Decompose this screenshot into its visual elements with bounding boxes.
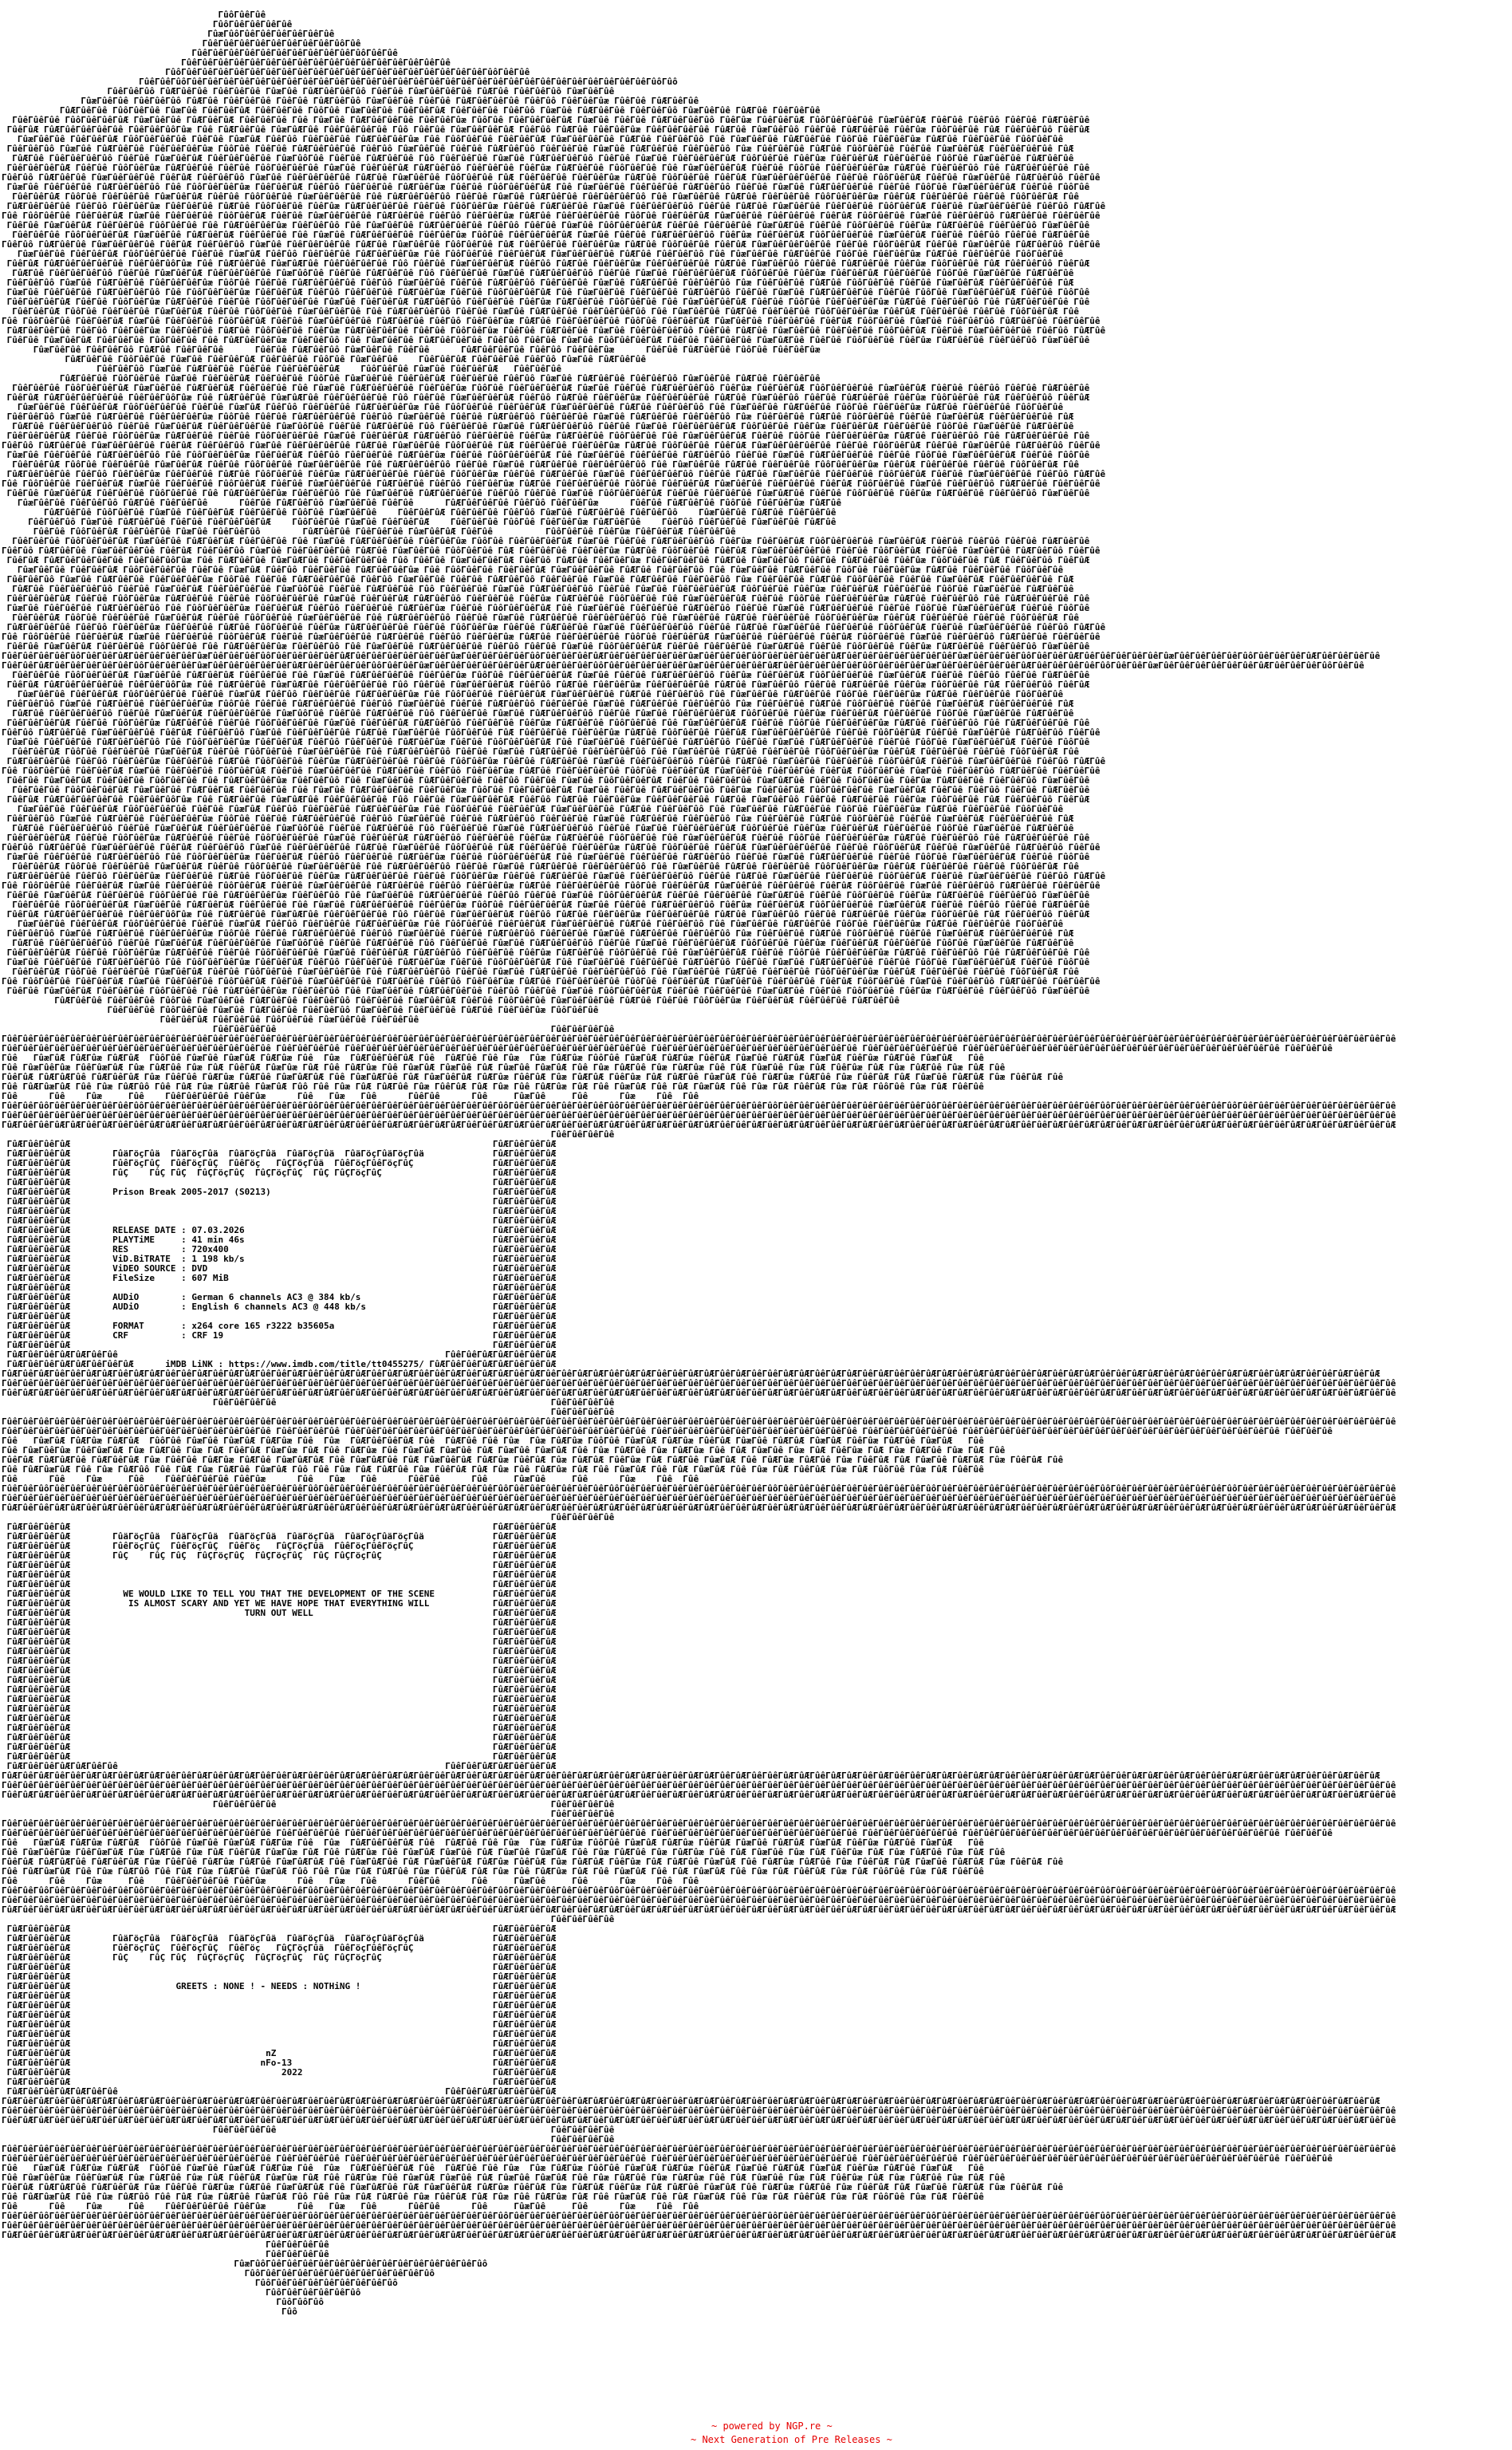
nfo-art-line: ΓûêΓûêΓûêΓûÆ ΓûêΓûê ΓûôΓûêΓûæ ΓûÆΓûêΓûê ΓûêΓûê ΓûôΓûêΓûêΓûê ΓûæΓûê ΓûêΓûêΓûÆ ΓûÆΓûêΓûô ΓûêΓûêΓûê ΓûêΓûæ ΓûÆΓûêΓûê ΓûôΓûêΓûê Γûê ΓûæΓûêΓûêΓûÆ ΓûêΓûê ΓûôΓûê ΓûêΓûêΓûêΓûæ ΓûÆΓûê ΓûêΓûêΓûô Γûê ΓûÆΓûêΓûêΓûê Γûê	[2, 947, 1090, 958]
format-line: ΓûÆΓûêΓûêΓûÆ FORMAT : x264 core 165 r3222 b35605a ΓûÆΓûêΓûêΓûÆ	[2, 1321, 557, 1331]
nfo-art-line: ΓûÆΓûê ΓûêΓûêΓûêΓûô ΓûêΓûê ΓûæΓûêΓûÆ ΓûêΓûêΓûêΓûê ΓûæΓûôΓûê ΓûêΓûê ΓûÆΓûêΓûê Γûô ΓûêΓûêΓûê ΓûæΓûê ΓûÆΓûêΓûêΓûô ΓûêΓûê ΓûæΓûê ΓûêΓûêΓûêΓûÆ ΓûôΓûêΓûê ΓûêΓûæ ΓûêΓûêΓûÆ ΓûêΓûêΓûê ΓûôΓûê ΓûæΓûêΓûê ΓûÆΓûêΓûê	[2, 823, 1080, 833]
nfo-art-line: ΓûêΓûê ΓûæΓûêΓûÆ ΓûêΓûêΓûê ΓûôΓûêΓûê Γûê ΓûÆΓûêΓûêΓûæ ΓûêΓûêΓûô Γûê ΓûæΓûêΓûê ΓûÆΓûêΓûêΓûê ΓûêΓûô ΓûêΓûê ΓûæΓûê ΓûôΓûêΓûêΓûÆ ΓûêΓûê ΓûêΓûêΓûê ΓûæΓûÆΓûê ΓûêΓûê ΓûôΓûêΓûê ΓûêΓûæ ΓûÆΓûêΓûê ΓûêΓûêΓûô ΓûæΓûêΓûê	[2, 220, 1095, 230]
nfo-art-line: ΓûôΓûêΓûêΓûêΓûêΓûô	[2, 2287, 361, 2298]
group-line: ΓûÆΓûêΓûêΓûÆ nZ ΓûÆΓûêΓûêΓûÆ	[2, 2048, 557, 2058]
nfo-box-line: ΓûÆΓûêΓûêΓûÆ ΓûÆΓûêΓûêΓûÆ	[2, 1656, 557, 1666]
nfo-art-line	[2, 2317, 1396, 2326]
nfo-art-line: ΓûæΓûêΓûê ΓûêΓûêΓûô ΓûÆΓûê ΓûêΓûêΓûê ΓûêΓûê ΓûÆΓûêΓûô ΓûæΓûêΓûê ΓûêΓûê ΓûÆΓûêΓûêΓûê ΓûêΓûô ΓûêΓûêΓûæ ΓûêΓûê ΓûÆΓûêΓûê ΓûôΓûê ΓûêΓûêΓûæ	[2, 345, 821, 355]
nfo-box-line: ΓûÆΓûêΓûêΓûÆ ΓûÆΓûêΓûêΓûÆ	[2, 1665, 557, 1676]
nfo-art-line: ΓûÆΓûêΓûê ΓûôΓûêΓûê ΓûæΓûê ΓûêΓûêΓûÆ ΓûêΓûêΓûê ΓûôΓûê ΓûæΓûêΓûê ΓûêΓûêΓûÆ ΓûêΓûêΓûê ΓûêΓûô ΓûæΓûê ΓûÆΓûêΓûê	[2, 354, 646, 364]
nfo-art-line: ΓûêΓûÆ ΓûÆΓûÆΓûê ΓûÆΓûêΓûÆ Γûæ ΓûêΓûê ΓûÆΓûæ ΓûÆΓûê ΓûæΓûÆΓûÆ Γûê ΓûæΓûÆΓûê ΓûÆ ΓûæΓûêΓûÆ ΓûÆΓûæ ΓûêΓûÆ Γûæ ΓûÆΓûÆ ΓûêΓûæ ΓûÆ ΓûÆΓûê ΓûæΓûÆ Γûê ΓûÆΓûæ ΓûÆΓûê Γûæ ΓûêΓûÆ ΓûÆ ΓûæΓûê ΓûÆΓûÆ Γûæ ΓûêΓûÆ Γûê	[2, 1857, 1064, 1867]
nfo-box-line: ΓûÆΓûêΓûêΓûÆ ΓûÆΓûêΓûêΓûÆ	[2, 1723, 557, 1733]
nfo-box-line: ΓûÆΓûêΓûêΓûÆ ΓûÆΓûêΓûêΓûÆ	[2, 1522, 557, 1532]
nfo-art-line: ΓûêΓûêΓûê ΓûôΓûêΓûêΓûÆ ΓûæΓûêΓûê ΓûÆΓûêΓûÆ ΓûêΓûêΓûê Γûê ΓûæΓûê ΓûÆΓûêΓûêΓûê ΓûêΓûêΓûæ ΓûôΓûê ΓûêΓûêΓûêΓûÆ ΓûæΓûê ΓûêΓûê ΓûÆΓûêΓûêΓûô ΓûêΓûæ ΓûêΓûêΓûÆ ΓûôΓûêΓûêΓûê ΓûæΓûêΓûÆ ΓûêΓûê ΓûêΓûô ΓûêΓûê ΓûÆΓûêΓûê	[2, 900, 1090, 910]
nfo-art-line: ΓûÆΓûê ΓûêΓûêΓûêΓûô ΓûêΓûê ΓûæΓûêΓûÆ ΓûêΓûêΓûêΓûê ΓûæΓûôΓûê ΓûêΓûê ΓûÆΓûêΓûê Γûô ΓûêΓûêΓûê ΓûæΓûê ΓûÆΓûêΓûêΓûô ΓûêΓûê ΓûæΓûê ΓûêΓûêΓûêΓûÆ ΓûôΓûêΓûê ΓûêΓûæ ΓûêΓûêΓûÆ ΓûêΓûêΓûê ΓûôΓûê ΓûæΓûêΓûê ΓûÆΓûêΓûê	[2, 708, 1080, 719]
nfo-art-line: Γûê ΓûôΓûêΓûê ΓûêΓûêΓûÆ ΓûæΓûê ΓûêΓûêΓûê ΓûôΓûêΓûÆ ΓûêΓûê ΓûæΓûêΓûêΓûê ΓûÆΓûêΓûê ΓûêΓûô ΓûêΓûêΓûæ ΓûÆΓûê ΓûêΓûêΓûêΓûê ΓûôΓûê ΓûêΓûêΓûÆ ΓûæΓûêΓûê ΓûêΓûêΓûê ΓûêΓûÆ ΓûôΓûêΓûê ΓûæΓûê ΓûêΓûêΓûô ΓûÆΓûêΓûê ΓûêΓûêΓûê	[2, 880, 1106, 891]
nfo-box-line: ΓûÆΓûêΓûêΓûÆ ΓûÆΓûêΓûêΓûÆ	[2, 1215, 557, 1226]
nfo-box-line: ΓûÆΓûêΓûêΓûÆ ΓûÆΓûêΓûêΓûÆ	[2, 1732, 557, 1743]
nfo-box-line: ΓûÆΓûêΓûêΓûÆΓûÆΓûêΓûê ΓûêΓûêΓûÆΓûÆΓûêΓûêΓûÆ	[2, 1761, 557, 1771]
nfo-art-line: ΓûêΓûêΓûê ΓûôΓûêΓûêΓûÆ ΓûæΓûêΓûê ΓûÆΓûêΓûÆ ΓûêΓûêΓûê Γûê ΓûæΓûê ΓûÆΓûêΓûêΓûê ΓûêΓûêΓûæ ΓûôΓûê ΓûêΓûêΓûêΓûÆ ΓûæΓûê ΓûêΓûê ΓûÆΓûêΓûêΓûô ΓûêΓûæ ΓûêΓûêΓûÆ ΓûôΓûêΓûêΓûê ΓûæΓûêΓûÆ ΓûêΓûê ΓûêΓûô ΓûêΓûê ΓûÆΓûêΓûê	[2, 383, 1090, 393]
nfo-art-line: ΓûæΓûôΓûêΓûêΓûêΓûêΓûêΓûê	[2, 29, 335, 39]
nfo-art-line: ΓûêΓûêΓûêΓûê ΓûêΓûêΓûêΓûê	[2, 1024, 615, 1034]
nfo-art-line: ΓûÆΓûê ΓûêΓûêΓûêΓûô ΓûêΓûê ΓûæΓûêΓûÆ ΓûêΓûêΓûêΓûê ΓûæΓûôΓûê ΓûêΓûê ΓûÆΓûêΓûê Γûô ΓûêΓûêΓûê ΓûæΓûê ΓûÆΓûêΓûêΓûô ΓûêΓûê ΓûæΓûê ΓûêΓûêΓûêΓûÆ ΓûôΓûêΓûê ΓûêΓûæ ΓûêΓûêΓûÆ ΓûêΓûêΓûê ΓûôΓûê ΓûæΓûêΓûê ΓûÆΓûêΓûê	[2, 938, 1080, 948]
nfo-box-line: ΓûÆΓûêΓûêΓûÆ ΓûÆΓûêΓûêΓûÆ	[2, 1570, 557, 1580]
nfo-art-line: Γûê ΓûæΓûÆ ΓûÆΓûæ ΓûÆΓûÆ ΓûôΓûê ΓûæΓûê ΓûæΓûÆ ΓûÆΓûæ Γûê Γûæ ΓûÆΓûêΓûêΓûÆ Γûê ΓûÆΓûê Γûê Γûæ Γûæ ΓûÆΓûæ ΓûôΓûê ΓûæΓûÆ ΓûÆΓûæ ΓûêΓûÆ ΓûæΓûê ΓûÆΓûÆ ΓûæΓûÆ ΓûêΓûæ ΓûÆΓûê ΓûæΓûÆ Γûê	[2, 1436, 984, 1446]
nfo-art-line: ΓûêΓûêΓûôΓûêΓûêΓûêΓûêΓûêΓûôΓûêΓûêΓûêΓûêΓûêΓûêΓûêΓûêΓûêΓûêΓûôΓûêΓûêΓûêΓûêΓûêΓûêΓûêΓûêΓûêΓûêΓûêΓûôΓûêΓûêΓûêΓûêΓûêΓûêΓûôΓûêΓûêΓûêΓûêΓûêΓûêΓûêΓûêΓûêΓûôΓûêΓûêΓûêΓûêΓûêΓûêΓûêΓûêΓûêΓûôΓûêΓûêΓûêΓûêΓûêΓûêΓûêΓûêΓûêΓûêΓûôΓûêΓûêΓûêΓûêΓûêΓûêΓûêΓûôΓûêΓûêΓûêΓûêΓûêΓûêΓûêΓûêΓûêΓûê	[2, 1885, 1396, 1896]
nfo-art-line: ΓûÆΓûêΓûêΓûê ΓûêΓûô ΓûêΓûêΓûæ ΓûêΓûêΓûê ΓûÆΓûê ΓûôΓûêΓûê ΓûêΓûæ ΓûÆΓûêΓûêΓûê ΓûêΓûê ΓûôΓûêΓûæ ΓûêΓûê ΓûÆΓûêΓûê ΓûæΓûê ΓûêΓûêΓûêΓûô ΓûêΓûê ΓûÆΓûê ΓûæΓûêΓûê ΓûêΓûêΓûê ΓûôΓûêΓûÆ ΓûêΓûê ΓûæΓûêΓûêΓûê ΓûêΓûô ΓûÆΓûê	[2, 622, 1106, 632]
scene-message-line-3: ΓûÆΓûêΓûêΓûÆ TURN OUT WELL ΓûÆΓûêΓûêΓûÆ	[2, 1608, 557, 1618]
nfo-art-line: ΓûæΓûêΓûê ΓûêΓûêΓûÆ ΓûôΓûêΓûêΓûê ΓûêΓûê ΓûæΓûÆ ΓûêΓûô ΓûêΓûêΓûê ΓûÆΓûêΓûêΓûæ Γûê ΓûôΓûêΓûê ΓûêΓûêΓûÆ ΓûæΓûêΓûêΓûê ΓûÆΓûê ΓûêΓûêΓûô Γûê ΓûæΓûêΓûê ΓûÆΓûêΓûê ΓûôΓûê ΓûêΓûêΓûæ ΓûÆΓûê ΓûêΓûêΓûê ΓûôΓûêΓûê	[2, 689, 1069, 699]
nfo-box-line: ΓûÆΓûêΓûêΓûÆ ΓûÆΓûêΓûêΓûÆ	[2, 1579, 557, 1589]
nfo-art-line: ΓûêΓûêΓûêΓûÆ ΓûêΓûê ΓûôΓûêΓûæ ΓûÆΓûêΓûê ΓûêΓûê ΓûôΓûêΓûêΓûê ΓûæΓûê ΓûêΓûêΓûÆ ΓûÆΓûêΓûô ΓûêΓûêΓûê ΓûêΓûæ ΓûÆΓûêΓûê ΓûôΓûêΓûê Γûê ΓûæΓûêΓûêΓûÆ ΓûêΓûê ΓûôΓûê ΓûêΓûêΓûêΓûæ ΓûÆΓûê ΓûêΓûêΓûô Γûê ΓûÆΓûêΓûêΓûê Γûê	[2, 593, 1090, 604]
nfo-box-line: ΓûÆΓûêΓûêΓûÆ ΓûÆΓûêΓûêΓûÆ	[2, 2077, 557, 2087]
nfo-art-line: ΓûæΓûê ΓûêΓûêΓûê ΓûÆΓûêΓûêΓûô Γûê ΓûôΓûêΓûêΓûæ ΓûêΓûêΓûÆ ΓûêΓûô ΓûêΓûêΓûê ΓûÆΓûêΓûæ ΓûêΓûê ΓûôΓûêΓûêΓûÆ Γûê ΓûæΓûêΓûê ΓûêΓûêΓûê ΓûÆΓûêΓûô ΓûêΓûê ΓûæΓûê ΓûÆΓûêΓûêΓûê ΓûêΓûê ΓûôΓûê ΓûæΓûêΓûêΓûÆ ΓûêΓûê ΓûôΓûê	[2, 287, 1095, 297]
nfo-art-line: ΓûêΓûô ΓûÆΓûêΓûê ΓûæΓûêΓûêΓûê ΓûêΓûÆ ΓûêΓûêΓûô ΓûæΓûê ΓûêΓûêΓûêΓûê ΓûÆΓûê ΓûæΓûêΓûê ΓûôΓûêΓûê ΓûÆ ΓûêΓûêΓûê ΓûêΓûêΓûæ ΓûÆΓûê ΓûôΓûêΓûê ΓûêΓûÆ ΓûæΓûêΓûêΓûêΓûê ΓûêΓûê ΓûôΓûêΓûÆ ΓûêΓûê ΓûæΓûêΓûê ΓûÆΓûêΓûô ΓûêΓûê	[2, 172, 1101, 183]
nfo-art-line: ΓûêΓûô ΓûÆΓûêΓûê ΓûæΓûêΓûêΓûê ΓûêΓûÆ ΓûêΓûêΓûô ΓûæΓûê ΓûêΓûêΓûêΓûê ΓûÆΓûê ΓûæΓûêΓûê ΓûôΓûêΓûê ΓûÆ ΓûêΓûêΓûê ΓûêΓûêΓûæ ΓûÆΓûê ΓûôΓûêΓûê ΓûêΓûÆ ΓûæΓûêΓûêΓûêΓûê ΓûêΓûê ΓûôΓûêΓûÆ ΓûêΓûê ΓûæΓûêΓûê ΓûÆΓûêΓûô ΓûêΓûê	[2, 546, 1101, 556]
nfo-art-line: ΓûÆΓûêΓûêΓûÆΓûÆΓûêΓûÆΓûêΓûêΓûÆΓûÆΓûêΓûÆΓûÆΓûêΓûêΓûÆΓûêΓûÆΓûÆΓûêΓûÆΓûêΓûêΓûÆΓûÆΓûêΓûÆΓûÆΓûêΓûêΓûÆΓûÆΓûêΓûÆΓûêΓûêΓûÆΓûÆΓûêΓûÆΓûÆΓûêΓûÆΓûÆΓûêΓûêΓûÆΓûêΓûÆΓûÆΓûêΓûêΓûÆΓûÆΓûêΓûÆΓûêΓûêΓûÆΓûÆΓûêΓûÆΓûÆΓûêΓûêΓûÆΓûêΓûÆΓûÆΓûêΓûÆΓûÆΓûêΓûêΓûÆΓûÆΓûêΓûÆΓûêΓûêΓûÆΓûÆΓûêΓûÆΓûêΓûêΓûÆ	[2, 1503, 1396, 1513]
nfo-art-line: ΓûêΓûÆΓûÆΓûêΓûêΓûÆΓûêΓûÆΓûêΓûêΓûÆΓûÆΓûêΓûÆΓûÆΓûêΓûêΓûÆΓûêΓûÆΓûÆΓûêΓûÆΓûêΓûêΓûÆΓûÆΓûêΓûêΓûÆΓûÆΓûêΓûÆΓûêΓûêΓûÆΓûÆΓûêΓûÆΓûÆΓûêΓûêΓûÆΓûêΓûÆΓûÆΓûêΓûêΓûÆΓûÆΓûêΓûÆΓûÆΓûêΓûÆΓûêΓûêΓûÆΓûêΓûÆΓûÆΓûêΓûêΓûÆΓûÆΓûêΓûÆΓûêΓûêΓûÆΓûÆΓûêΓûÆΓûÆΓûêΓûêΓûÆΓûêΓûÆΓûÆΓûêΓûêΓûÆΓûÆΓûêΓûÆΓûêΓûê	[2, 2115, 1396, 2125]
nfo-box-line: ΓûÆΓûêΓûêΓûÆ ΓûÇ ΓûÇ ΓûÇ ΓûÇΓöçΓûÇ ΓûÇΓöçΓûÇ ΓûÇ ΓûÇΓöçΓûÇ ΓûÆΓûêΓûêΓûÆ	[2, 1952, 557, 1963]
nfo-art-line: ΓûæΓûêΓûê ΓûêΓûêΓûÆ ΓûôΓûêΓûêΓûê ΓûêΓûê ΓûæΓûÆ ΓûêΓûô ΓûêΓûêΓûê ΓûÆΓûêΓûêΓûæ Γûê ΓûôΓûêΓûê ΓûêΓûêΓûÆ ΓûæΓûêΓûêΓûê ΓûÆΓûê ΓûêΓûêΓûô Γûê ΓûæΓûêΓûê ΓûÆΓûêΓûê ΓûôΓûê ΓûêΓûêΓûæ ΓûÆΓûê ΓûêΓûêΓûê ΓûôΓûêΓûê	[2, 249, 1069, 259]
nfo-box-line: ΓûÆΓûêΓûêΓûÆ ΓûÆΓûêΓûêΓûÆ	[2, 1282, 557, 1293]
nfo-by-line: ΓûÆΓûêΓûêΓûÆ nFo-13 ΓûÆΓûêΓûêΓûÆ	[2, 2058, 557, 2068]
nfo-art-line: ΓûÆΓûêΓûêΓûê ΓûêΓûô ΓûêΓûêΓûæ ΓûêΓûêΓûê ΓûÆΓûê ΓûôΓûêΓûê ΓûêΓûæ ΓûÆΓûêΓûêΓûê ΓûêΓûê ΓûôΓûêΓûæ ΓûêΓûê ΓûÆΓûêΓûê ΓûæΓûê ΓûêΓûêΓûêΓûô ΓûêΓûê ΓûÆΓûê ΓûæΓûêΓûê ΓûêΓûêΓûê ΓûôΓûêΓûÆ ΓûêΓûê ΓûæΓûêΓûêΓûê ΓûêΓûô ΓûÆΓûê	[2, 201, 1106, 211]
nfo-art-line: ΓûÆΓûê ΓûêΓûêΓûêΓûô ΓûêΓûê ΓûæΓûêΓûÆ ΓûêΓûêΓûêΓûê ΓûæΓûôΓûê ΓûêΓûê ΓûÆΓûêΓûê Γûô ΓûêΓûêΓûê ΓûæΓûê ΓûÆΓûêΓûêΓûô ΓûêΓûê ΓûæΓûê ΓûêΓûêΓûêΓûÆ ΓûôΓûêΓûê ΓûêΓûæ ΓûêΓûêΓûÆ ΓûêΓûêΓûê ΓûôΓûê ΓûæΓûêΓûê ΓûÆΓûêΓûê	[2, 268, 1080, 278]
nfo-art-line: Γûê ΓûÆΓûæΓûÆ Γûê Γûæ ΓûÆΓûô Γûê ΓûÆ Γûæ ΓûÆΓûê ΓûæΓûÆ Γûô Γûê Γûæ ΓûÆ ΓûÆΓûê Γûæ ΓûêΓûÆ ΓûÆ Γûæ Γûê ΓûÆΓûæ ΓûÆ Γûê ΓûæΓûÆ Γûê ΓûÆ ΓûæΓûÆ Γûê Γûæ ΓûÆ ΓûêΓûÆ Γûæ ΓûÆ ΓûôΓûê Γûæ ΓûÆ ΓûêΓûê	[2, 1081, 984, 1092]
nfo-art-line: ΓûÆΓûêΓûê ΓûôΓûêΓûê ΓûæΓûê ΓûêΓûêΓûÆ ΓûêΓûêΓûê ΓûôΓûê ΓûæΓûêΓûê ΓûêΓûêΓûÆ ΓûêΓûêΓûê ΓûêΓûô ΓûæΓûê ΓûÆΓûêΓûê ΓûêΓûêΓûô ΓûæΓûêΓûê ΓûÆΓûê ΓûêΓûêΓûê	[2, 373, 821, 384]
nfo-art-line: ΓûêΓûÆ ΓûÆΓûêΓûêΓûêΓûê ΓûêΓûêΓûôΓûæ Γûê ΓûÆΓûêΓûê ΓûæΓûÆΓûê ΓûêΓûêΓûêΓûê Γûô ΓûêΓûê ΓûæΓûêΓûêΓûÆ ΓûêΓûô ΓûÆΓûê ΓûêΓûêΓûæ ΓûêΓûêΓûêΓûê ΓûÆΓûê ΓûæΓûêΓûô ΓûêΓûê ΓûÆΓûêΓûê ΓûêΓûæ ΓûôΓûêΓûê ΓûÆ ΓûêΓûêΓûô ΓûêΓûÆ	[2, 794, 1090, 805]
nfo-art-line: ΓûêΓûÆ ΓûÆΓûêΓûêΓûêΓûê ΓûêΓûêΓûôΓûæ Γûê ΓûÆΓûêΓûê ΓûæΓûÆΓûê ΓûêΓûêΓûêΓûê Γûô ΓûêΓûê ΓûæΓûêΓûêΓûÆ ΓûêΓûô ΓûÆΓûê ΓûêΓûêΓûæ ΓûêΓûêΓûêΓûê ΓûÆΓûê ΓûæΓûêΓûô ΓûêΓûê ΓûÆΓûêΓûê ΓûêΓûæ ΓûôΓûêΓûê ΓûÆ ΓûêΓûêΓûô ΓûêΓûÆ	[2, 909, 1090, 920]
nfo-art-line: ΓûêΓûêΓûêΓûê	[2, 1407, 615, 1417]
nfo-art-line: ΓûôΓûôΓûô	[2, 2297, 324, 2307]
nfo-art-line: ΓûêΓûê ΓûæΓûêΓûÆ ΓûêΓûêΓûê ΓûôΓûêΓûê Γûê ΓûÆΓûêΓûêΓûæ ΓûêΓûêΓûô Γûê ΓûæΓûêΓûê ΓûÆΓûêΓûêΓûê ΓûêΓûô ΓûêΓûê ΓûæΓûê ΓûôΓûêΓûêΓûÆ ΓûêΓûê ΓûêΓûêΓûê ΓûæΓûÆΓûê ΓûêΓûê ΓûôΓûêΓûê ΓûêΓûæ ΓûÆΓûêΓûê ΓûêΓûêΓûô ΓûæΓûêΓûê	[2, 890, 1095, 900]
nfo-art-line: ΓûêΓûêΓûê ΓûôΓûêΓûêΓûÆ ΓûæΓûêΓûê ΓûÆΓûêΓûÆ ΓûêΓûêΓûê Γûê ΓûæΓûê ΓûÆΓûêΓûêΓûê ΓûêΓûêΓûæ ΓûôΓûê ΓûêΓûêΓûêΓûÆ ΓûæΓûê ΓûêΓûê ΓûÆΓûêΓûêΓûô ΓûêΓûæ ΓûêΓûêΓûÆ ΓûôΓûêΓûêΓûê ΓûæΓûêΓûÆ ΓûêΓûê ΓûêΓûô ΓûêΓûê ΓûÆΓûêΓûê	[2, 785, 1090, 795]
nfo-art-line: Γûê Γûê Γûæ Γûê ΓûêΓûêΓûêΓûê ΓûêΓûæ Γûê Γûæ Γûê ΓûêΓûê Γûê ΓûæΓûê Γûê Γûæ Γûê Γûê	[2, 1474, 699, 1484]
nfo-art-line: ΓûêΓûêΓûêΓûê	[2, 1914, 615, 1924]
nfo-art-line: ΓûêΓûÆ ΓûÆΓûêΓûêΓûêΓûê ΓûêΓûêΓûôΓûæ Γûê ΓûÆΓûêΓûê ΓûæΓûÆΓûê ΓûêΓûêΓûêΓûê Γûô ΓûêΓûê ΓûæΓûêΓûêΓûÆ ΓûêΓûô ΓûÆΓûê ΓûêΓûêΓûæ ΓûêΓûêΓûêΓûê ΓûÆΓûê ΓûæΓûêΓûô ΓûêΓûê ΓûÆΓûêΓûê ΓûêΓûæ ΓûôΓûêΓûê ΓûÆ ΓûêΓûêΓûô ΓûêΓûÆ	[2, 258, 1090, 269]
nfo-art-line: ΓûêΓûêΓûôΓûêΓûêΓûêΓûêΓûêΓûôΓûêΓûêΓûêΓûêΓûêΓûêΓûêΓûêΓûêΓûêΓûôΓûêΓûêΓûêΓûêΓûêΓûêΓûêΓûêΓûêΓûêΓûêΓûôΓûêΓûêΓûêΓûêΓûêΓûêΓûôΓûêΓûêΓûêΓûêΓûêΓûêΓûêΓûêΓûêΓûôΓûêΓûêΓûêΓûêΓûêΓûêΓûêΓûêΓûêΓûôΓûêΓûêΓûêΓûêΓûêΓûêΓûêΓûêΓûêΓûêΓûôΓûêΓûêΓûêΓûêΓûêΓûêΓûêΓûôΓûêΓûêΓûêΓûêΓûêΓûêΓûêΓûêΓûêΓûê	[2, 1101, 1396, 1111]
res-line: ΓûÆΓûêΓûêΓûÆ RES : 720x400 ΓûÆΓûêΓûêΓûÆ	[2, 1244, 557, 1255]
scene-message-line-1: ΓûÆΓûêΓûêΓûÆ WE WOULD LIKE TO TELL YOU THAT THE DEVELOPMENT OF THE SCENE ΓûÆΓûêΓûêΓûÆ	[2, 1589, 557, 1599]
nfo-box-line: ΓûÆΓûêΓûêΓûÆ ΓûÆΓûêΓûêΓûÆ	[2, 1139, 557, 1149]
nfo-art-line: ΓûæΓûêΓûê ΓûêΓûêΓûÆ ΓûôΓûêΓûêΓûê ΓûêΓûê ΓûæΓûÆ ΓûêΓûô ΓûêΓûêΓûê ΓûÆΓûêΓûêΓûæ Γûê ΓûôΓûêΓûê ΓûêΓûêΓûÆ ΓûæΓûêΓûêΓûê ΓûÆΓûê ΓûêΓûêΓûô Γûê ΓûæΓûêΓûê ΓûÆΓûêΓûê ΓûôΓûê ΓûêΓûêΓûæ ΓûÆΓûê ΓûêΓûêΓûê ΓûôΓûêΓûê	[2, 134, 1069, 144]
nfo-art-line: ΓûêΓûêΓûêΓûÆ ΓûêΓûê ΓûôΓûêΓûæ ΓûÆΓûêΓûê ΓûêΓûê ΓûôΓûêΓûêΓûê ΓûæΓûê ΓûêΓûêΓûÆ ΓûÆΓûêΓûô ΓûêΓûêΓûê ΓûêΓûæ ΓûÆΓûêΓûê ΓûôΓûêΓûê Γûê ΓûæΓûêΓûêΓûÆ ΓûêΓûê ΓûôΓûê ΓûêΓûêΓûêΓûæ ΓûÆΓûê ΓûêΓûêΓûô Γûê ΓûÆΓûêΓûêΓûê Γûê	[2, 833, 1090, 843]
nfo-box-line: ΓûÆΓûêΓûêΓûÆ ΓûäΓöçΓûä ΓûäΓöçΓûä ΓûäΓöçΓûä ΓûäΓöçΓûä ΓûäΓöçΓûäΓöçΓûä ΓûÆΓûêΓûêΓûÆ	[2, 1933, 557, 1944]
nfo-box-line: ΓûÆΓûêΓûêΓûÆ ΓûÆΓûêΓûêΓûÆ	[2, 1751, 557, 1762]
nfo-art-line: ΓûôΓûêΓûê	[2, 10, 266, 20]
nfo-art-line: ΓûêΓûÆ ΓûÆΓûÆΓûê ΓûÆΓûêΓûÆ Γûæ ΓûêΓûê ΓûÆΓûæ ΓûÆΓûê ΓûæΓûÆΓûÆ Γûê ΓûæΓûÆΓûê ΓûÆ ΓûæΓûêΓûÆ ΓûÆΓûæ ΓûêΓûÆ Γûæ ΓûÆΓûÆ ΓûêΓûæ ΓûÆ ΓûÆΓûê ΓûæΓûÆ Γûê ΓûÆΓûæ ΓûÆΓûê Γûæ ΓûêΓûÆ ΓûÆ ΓûæΓûê ΓûÆΓûÆ Γûæ ΓûêΓûÆ Γûê	[2, 2182, 1064, 2192]
nfo-art-line: Γûê ΓûÆΓûæΓûÆ Γûê Γûæ ΓûÆΓûô Γûê ΓûÆ Γûæ ΓûÆΓûê ΓûæΓûÆ Γûô Γûê Γûæ ΓûÆ ΓûÆΓûê Γûæ ΓûêΓûÆ ΓûÆ Γûæ Γûê ΓûÆΓûæ ΓûÆ Γûê ΓûæΓûÆ Γûê ΓûÆ ΓûæΓûÆ Γûê Γûæ ΓûÆ ΓûêΓûÆ Γûæ ΓûÆ ΓûôΓûê Γûæ ΓûÆ ΓûêΓûê	[2, 1866, 984, 1877]
nfo-art-line: ΓûêΓûêΓûÆ ΓûôΓûê ΓûêΓûêΓûê ΓûæΓûêΓûÆ ΓûêΓûê ΓûôΓûêΓûê ΓûæΓûêΓûêΓûê Γûê ΓûÆΓûêΓûêΓûô ΓûêΓûê ΓûæΓûê ΓûÆΓûêΓûê ΓûêΓûêΓûêΓûô Γûê ΓûæΓûêΓûê ΓûÆΓûê ΓûêΓûêΓûê ΓûôΓûêΓûêΓûæ ΓûêΓûÆ ΓûêΓûêΓûê ΓûêΓûê ΓûôΓûêΓûÆ Γûê	[2, 459, 1085, 470]
nfo-art-line: ΓûæΓûê ΓûêΓûêΓûê ΓûÆΓûêΓûêΓûô Γûê ΓûôΓûêΓûêΓûæ ΓûêΓûêΓûÆ ΓûêΓûô ΓûêΓûêΓûê ΓûÆΓûêΓûæ ΓûêΓûê ΓûôΓûêΓûêΓûÆ Γûê ΓûæΓûêΓûê ΓûêΓûêΓûê ΓûÆΓûêΓûô ΓûêΓûê ΓûæΓûê ΓûÆΓûêΓûêΓûê ΓûêΓûê ΓûôΓûê ΓûæΓûêΓûêΓûÆ ΓûêΓûê ΓûôΓûê	[2, 852, 1095, 862]
nfo-box-line: ΓûÆΓûêΓûêΓûÆ ΓûÆΓûêΓûêΓûÆ	[2, 1971, 557, 1982]
nfo-art-line: ΓûêΓûêΓûô ΓûÆΓûêΓûê ΓûêΓûêΓûê ΓûæΓûê ΓûÆΓûêΓûêΓûô ΓûêΓûê ΓûæΓûêΓûêΓûê ΓûÆΓûê ΓûêΓûêΓûô ΓûæΓûêΓûê	[2, 86, 615, 97]
footer-powered-by: ~ powered by NGP.re ~	[711, 2420, 833, 2432]
nfo-box-line: ΓûÆΓûêΓûêΓûÆ ΓûÆΓûêΓûêΓûÆ	[2, 1742, 557, 1752]
nfo-art-line: ΓûêΓûô ΓûÆΓûêΓûê ΓûæΓûêΓûêΓûê ΓûêΓûÆ ΓûêΓûêΓûô ΓûæΓûê ΓûêΓûêΓûêΓûê ΓûÆΓûê ΓûæΓûêΓûê ΓûôΓûêΓûê ΓûÆ ΓûêΓûêΓûê ΓûêΓûêΓûæ ΓûÆΓûê ΓûôΓûêΓûê ΓûêΓûÆ ΓûæΓûêΓûêΓûêΓûê ΓûêΓûê ΓûôΓûêΓûÆ ΓûêΓûê ΓûæΓûêΓûê ΓûÆΓûêΓûô ΓûêΓûê	[2, 727, 1101, 738]
nfo-art-line: Γûê ΓûôΓûêΓûê ΓûêΓûêΓûÆ ΓûæΓûê ΓûêΓûêΓûê ΓûôΓûêΓûÆ ΓûêΓûê ΓûæΓûêΓûêΓûê ΓûÆΓûêΓûê ΓûêΓûô ΓûêΓûêΓûæ ΓûÆΓûê ΓûêΓûêΓûêΓûê ΓûôΓûê ΓûêΓûêΓûÆ ΓûæΓûêΓûê ΓûêΓûêΓûê ΓûêΓûÆ ΓûôΓûêΓûê ΓûæΓûê ΓûêΓûêΓûô ΓûÆΓûêΓûê ΓûêΓûêΓûê	[2, 632, 1106, 642]
nfo-art-line: ΓûÆΓûêΓûêΓûÆΓûÆΓûêΓûÆΓûêΓûêΓûÆΓûÆΓûêΓûÆΓûÆΓûêΓûêΓûÆΓûêΓûÆΓûÆΓûêΓûÆΓûêΓûêΓûÆΓûÆΓûêΓûÆΓûÆΓûêΓûêΓûÆΓûÆΓûêΓûÆΓûêΓûêΓûÆΓûÆΓûêΓûÆΓûÆΓûêΓûÆΓûÆΓûêΓûêΓûÆΓûêΓûÆΓûÆΓûêΓûêΓûÆΓûÆΓûêΓûÆΓûêΓûêΓûÆΓûÆΓûêΓûÆΓûÆΓûêΓûêΓûÆΓûêΓûÆΓûÆΓûêΓûÆΓûÆΓûêΓûêΓûÆΓûÆΓûêΓûÆΓûêΓûêΓûÆΓûÆΓûêΓûÆΓûêΓûêΓûÆ	[2, 2230, 1396, 2240]
nfo-art-line: ΓûêΓûêΓûô ΓûæΓûê ΓûÆΓûêΓûê ΓûêΓûê ΓûêΓûêΓûêΓûÆ ΓûôΓûêΓûê ΓûæΓûê ΓûêΓûêΓûÆ ΓûêΓûêΓûê ΓûôΓûê ΓûêΓûêΓûæ ΓûÆΓûêΓûê ΓûêΓûô ΓûêΓûêΓûê ΓûæΓûêΓûê ΓûÆΓûê	[2, 517, 837, 527]
nfo-art-line: ΓûÆΓûêΓûêΓûê ΓûêΓûô ΓûêΓûêΓûæ ΓûêΓûêΓûê ΓûÆΓûê ΓûôΓûêΓûê ΓûêΓûæ ΓûÆΓûêΓûêΓûê ΓûêΓûê ΓûôΓûêΓûæ ΓûêΓûê ΓûÆΓûêΓûê ΓûæΓûê ΓûêΓûêΓûêΓûô ΓûêΓûê ΓûÆΓûê ΓûæΓûêΓûê ΓûêΓûêΓûê ΓûôΓûêΓûÆ ΓûêΓûê ΓûæΓûêΓûêΓûê ΓûêΓûô ΓûÆΓûê	[2, 756, 1106, 766]
nfo-art-line: ΓûêΓûÆΓûÆΓûêΓûêΓûÆΓûêΓûÆΓûêΓûêΓûÆΓûÆΓûêΓûÆΓûÆΓûêΓûêΓûÆΓûêΓûÆΓûÆΓûêΓûÆΓûêΓûêΓûÆΓûÆΓûêΓûêΓûÆΓûÆΓûêΓûÆΓûêΓûêΓûÆΓûÆΓûêΓûÆΓûÆΓûêΓûêΓûÆΓûêΓûÆΓûÆΓûêΓûêΓûÆΓûÆΓûêΓûÆΓûÆΓûêΓûÆΓûêΓûêΓûÆΓûêΓûÆΓûÆΓûêΓûêΓûÆΓûÆΓûêΓûÆΓûêΓûêΓûÆΓûÆΓûêΓûÆΓûÆΓûêΓûêΓûÆΓûêΓûÆΓûÆΓûêΓûêΓûÆΓûÆΓûêΓûÆΓûêΓûê	[2, 1790, 1396, 1800]
nfo-art-line: ΓûêΓûêΓûêΓûêΓûêΓûêΓûêΓûêΓûêΓûêΓûêΓûêΓûêΓûêΓûêΓûêΓûê ΓûêΓûêΓûêΓûê ΓûêΓûêΓûêΓûêΓûêΓûêΓûêΓûêΓûêΓûêΓûêΓûêΓûêΓûêΓûêΓûêΓûêΓûêΓûê ΓûêΓûêΓûêΓûêΓûêΓûêΓûêΓûêΓûêΓûêΓûêΓûêΓûê ΓûêΓûêΓûêΓûêΓûêΓûê ΓûêΓûêΓûêΓûêΓûêΓûêΓûêΓûêΓûêΓûêΓûêΓûêΓûêΓûêΓûêΓûêΓûêΓûêΓûêΓûê ΓûêΓûêΓûê	[2, 1426, 1333, 1436]
nfo-art-line: Γûê ΓûÆΓûæΓûÆ Γûê Γûæ ΓûÆΓûô Γûê ΓûÆ Γûæ ΓûÆΓûê ΓûæΓûÆ Γûô Γûê Γûæ ΓûÆ ΓûÆΓûê Γûæ ΓûêΓûÆ ΓûÆ Γûæ Γûê ΓûÆΓûæ ΓûÆ Γûê ΓûæΓûÆ Γûê ΓûÆ ΓûæΓûÆ Γûê Γûæ ΓûÆ ΓûêΓûÆ Γûæ ΓûÆ ΓûôΓûê Γûæ ΓûÆ ΓûêΓûê	[2, 1464, 984, 1475]
nfo-art-line: ΓûêΓûêΓûê ΓûôΓûêΓûêΓûÆ ΓûæΓûêΓûê ΓûÆΓûêΓûÆ ΓûêΓûêΓûê Γûê ΓûæΓûê ΓûÆΓûêΓûêΓûê ΓûêΓûêΓûæ ΓûôΓûê ΓûêΓûêΓûêΓûÆ ΓûæΓûê ΓûêΓûê ΓûÆΓûêΓûêΓûô ΓûêΓûæ ΓûêΓûêΓûÆ ΓûôΓûêΓûêΓûê ΓûæΓûêΓûÆ ΓûêΓûê ΓûêΓûô ΓûêΓûê ΓûÆΓûêΓûê	[2, 230, 1090, 240]
nfo-art-line: ΓûêΓûêΓûêΓûêΓûêΓûêΓûêΓûêΓûêΓûêΓûôΓûêΓûê	[2, 48, 398, 58]
nfo-art-line: ΓûæΓûêΓûê ΓûêΓûêΓûÆ ΓûôΓûêΓûêΓûê ΓûêΓûê ΓûæΓûÆ ΓûêΓûô ΓûêΓûêΓûê ΓûÆΓûêΓûêΓûæ Γûê ΓûôΓûêΓûê ΓûêΓûêΓûÆ ΓûæΓûêΓûêΓûê ΓûÆΓûê ΓûêΓûêΓûô Γûê ΓûæΓûêΓûê ΓûÆΓûêΓûê ΓûôΓûê ΓûêΓûêΓûæ ΓûÆΓûê ΓûêΓûêΓûê ΓûôΓûêΓûê	[2, 402, 1069, 412]
nfo-art-line: ΓûÆΓûêΓûêΓûÆΓûÆΓûêΓûÆΓûêΓûêΓûÆΓûÆΓûêΓûÆΓûÆΓûêΓûêΓûÆΓûêΓûÆΓûÆΓûêΓûÆΓûêΓûêΓûÆΓûÆΓûêΓûÆΓûÆΓûêΓûêΓûÆΓûÆΓûêΓûÆΓûêΓûêΓûÆΓûÆΓûêΓûÆΓûÆΓûêΓûÆΓûÆΓûêΓûêΓûÆΓûêΓûÆΓûÆΓûêΓûêΓûÆΓûÆΓûêΓûÆΓûêΓûêΓûÆΓûÆΓûêΓûÆΓûÆΓûêΓûêΓûÆΓûêΓûÆΓûÆΓûêΓûÆΓûÆΓûêΓûêΓûÆΓûÆΓûêΓûÆΓûêΓûêΓûÆΓûÆΓûêΓûÆΓûêΓûêΓûÆ	[2, 1120, 1396, 1130]
nfo-art-line: ΓûêΓûêΓûêΓûê ΓûêΓûêΓûêΓûê	[2, 2125, 615, 2135]
nfo-art-line: ΓûêΓûêΓûô ΓûæΓûê ΓûÆΓûêΓûê ΓûêΓûêΓûêΓûæ ΓûôΓûê ΓûêΓûê ΓûÆΓûêΓûêΓûê ΓûêΓûô ΓûæΓûêΓûê ΓûêΓûê ΓûÆΓûêΓûô ΓûêΓûêΓûê ΓûæΓûê ΓûÆΓûêΓûê ΓûêΓûêΓûô Γûæ ΓûêΓûêΓûê ΓûÆΓûê ΓûôΓûêΓûê ΓûêΓûê ΓûæΓûêΓûÆ ΓûêΓûêΓûêΓûê ΓûÆ	[2, 813, 1080, 824]
nfo-art-line: Γûê Γûê Γûæ Γûê ΓûêΓûêΓûêΓûê ΓûêΓûæ Γûê Γûæ Γûê ΓûêΓûê Γûê ΓûæΓûê Γûê Γûæ Γûê Γûê	[2, 1876, 699, 1886]
nfo-art-line: ΓûêΓûêΓûÆ ΓûêΓûêΓûê ΓûôΓûêΓûê ΓûæΓûêΓûê ΓûêΓûêΓûê	[2, 1014, 419, 1025]
nfo-art-line: Γûê ΓûôΓûêΓûê ΓûêΓûêΓûÆ ΓûæΓûê ΓûêΓûêΓûê ΓûôΓûêΓûÆ ΓûêΓûê ΓûæΓûêΓûêΓûê ΓûÆΓûêΓûê ΓûêΓûô ΓûêΓûêΓûæ ΓûÆΓûê ΓûêΓûêΓûêΓûê ΓûôΓûê ΓûêΓûêΓûÆ ΓûæΓûêΓûê ΓûêΓûêΓûê ΓûêΓûÆ ΓûôΓûêΓûê ΓûæΓûê ΓûêΓûêΓûô ΓûÆΓûêΓûê ΓûêΓûêΓûê	[2, 316, 1106, 326]
nfo-art-line: ΓûÆΓûêΓûê ΓûêΓûêΓûê ΓûôΓûê ΓûæΓûêΓûê ΓûÆΓûêΓûê ΓûêΓûêΓûô ΓûêΓûêΓûê ΓûæΓûêΓûÆ ΓûêΓûê ΓûôΓûêΓûê ΓûæΓûêΓûêΓûê ΓûÆΓûê ΓûêΓûê ΓûôΓûêΓûæ ΓûêΓûêΓûÆ ΓûêΓûêΓûê ΓûÆΓûêΓûê	[2, 995, 900, 1006]
nfo-box-line: ΓûÆΓûêΓûêΓûÆ ΓûäΓöçΓûä ΓûäΓöçΓûä ΓûäΓöçΓûä ΓûäΓöçΓûä ΓûäΓöçΓûäΓöçΓûä ΓûÆΓûêΓûêΓûÆ	[2, 1531, 557, 1542]
nfo-art-line: ΓûêΓûêΓûêΓûêΓûêΓûêΓûêΓûêΓûôΓûê	[2, 38, 361, 49]
nfo-box-line: ΓûÆΓûêΓûêΓûÆ ΓûÆΓûêΓûêΓûÆ	[2, 1340, 557, 1350]
nfo-art-line: ΓûêΓûêΓûêΓûê	[2, 1809, 615, 1819]
nfo-art-line: ΓûêΓûêΓûê ΓûôΓûêΓûêΓûÆ ΓûæΓûêΓûê ΓûÆΓûêΓûÆ ΓûêΓûêΓûê Γûê ΓûæΓûê ΓûÆΓûêΓûêΓûê ΓûêΓûêΓûæ ΓûôΓûê ΓûêΓûêΓûêΓûÆ ΓûæΓûê ΓûêΓûê ΓûÆΓûêΓûêΓûô ΓûêΓûæ ΓûêΓûêΓûÆ ΓûôΓûêΓûêΓûê ΓûæΓûêΓûÆ ΓûêΓûê ΓûêΓûô ΓûêΓûê ΓûÆΓûêΓûê	[2, 536, 1090, 546]
nfo-art-line: ΓûêΓûêΓûÆ ΓûôΓûê ΓûêΓûêΓûê ΓûæΓûêΓûÆ ΓûêΓûê ΓûôΓûêΓûê ΓûæΓûêΓûêΓûê Γûê ΓûÆΓûêΓûêΓûô ΓûêΓûê ΓûæΓûê ΓûÆΓûêΓûê ΓûêΓûêΓûêΓûô Γûê ΓûæΓûêΓûê ΓûÆΓûê ΓûêΓûêΓûê ΓûôΓûêΓûêΓûæ ΓûêΓûÆ ΓûêΓûêΓûê ΓûêΓûê ΓûôΓûêΓûÆ Γûê	[2, 612, 1085, 623]
nfo-art-line: ΓûêΓûêΓûêΓûÆ ΓûêΓûê ΓûôΓûêΓûæ ΓûÆΓûêΓûê ΓûêΓûê ΓûôΓûêΓûêΓûê ΓûæΓûê ΓûêΓûêΓûÆ ΓûÆΓûêΓûô ΓûêΓûêΓûê ΓûêΓûæ ΓûÆΓûêΓûê ΓûôΓûêΓûê Γûê ΓûæΓûêΓûêΓûÆ ΓûêΓûê ΓûôΓûê ΓûêΓûêΓûêΓûæ ΓûÆΓûê ΓûêΓûêΓûô Γûê ΓûÆΓûêΓûêΓûê Γûê	[2, 297, 1090, 307]
nfo-art-line: ΓûêΓûô ΓûÆΓûêΓûê ΓûæΓûêΓûêΓûê ΓûêΓûÆ ΓûêΓûêΓûô ΓûæΓûê ΓûêΓûêΓûêΓûê ΓûÆΓûê ΓûæΓûêΓûê ΓûôΓûêΓûê ΓûÆ ΓûêΓûêΓûê ΓûêΓûêΓûæ ΓûÆΓûê ΓûôΓûêΓûê ΓûêΓûÆ ΓûæΓûêΓûêΓûêΓûê ΓûêΓûê ΓûôΓûêΓûÆ ΓûêΓûê ΓûæΓûêΓûê ΓûÆΓûêΓûô ΓûêΓûê	[2, 842, 1101, 853]
nfo-art-line: ΓûêΓûêΓûôΓûêΓûêΓûêΓûêΓûêΓûôΓûêΓûêΓûêΓûêΓûêΓûêΓûêΓûêΓûêΓûêΓûôΓûêΓûêΓûêΓûêΓûêΓûêΓûêΓûêΓûêΓûêΓûêΓûôΓûêΓûêΓûêΓûêΓûêΓûêΓûôΓûêΓûêΓûêΓûêΓûêΓûêΓûêΓûêΓûêΓûôΓûêΓûêΓûêΓûêΓûêΓûêΓûêΓûêΓûêΓûôΓûêΓûêΓûêΓûêΓûêΓûêΓûêΓûêΓûêΓûêΓûôΓûêΓûêΓûêΓûêΓûêΓûêΓûêΓûôΓûêΓûêΓûêΓûêΓûêΓûêΓûêΓûêΓûêΓûê	[2, 2211, 1396, 2221]
nfo-art-line: Γûê ΓûôΓûêΓûê ΓûêΓûêΓûÆ ΓûæΓûê ΓûêΓûêΓûê ΓûôΓûêΓûÆ ΓûêΓûê ΓûæΓûêΓûêΓûê ΓûÆΓûêΓûê ΓûêΓûô ΓûêΓûêΓûæ ΓûÆΓûê ΓûêΓûêΓûêΓûê ΓûôΓûê ΓûêΓûêΓûÆ ΓûæΓûêΓûê ΓûêΓûêΓûê ΓûêΓûÆ ΓûôΓûêΓûê ΓûæΓûê ΓûêΓûêΓûô ΓûÆΓûêΓûê ΓûêΓûêΓûê	[2, 479, 1106, 489]
nfo-box-line: ΓûÆΓûêΓûêΓûÆ ΓûÆΓûêΓûêΓûÆ	[2, 1177, 557, 1188]
nfo-art-line: ΓûêΓûêΓûÆ ΓûôΓûê ΓûêΓûêΓûê ΓûæΓûêΓûÆ ΓûêΓûê ΓûôΓûêΓûê ΓûæΓûêΓûêΓûê Γûê ΓûÆΓûêΓûêΓûô ΓûêΓûê ΓûæΓûê ΓûÆΓûêΓûê ΓûêΓûêΓûêΓûô Γûê ΓûæΓûêΓûê ΓûÆΓûê ΓûêΓûêΓûê ΓûôΓûêΓûêΓûæ ΓûêΓûÆ ΓûêΓûêΓûê ΓûêΓûê ΓûôΓûêΓûÆ Γûê	[2, 861, 1085, 872]
nfo-box-line: ΓûÆΓûêΓûêΓûÆ ΓûÆΓûêΓûêΓûÆ	[2, 1637, 557, 1647]
nfo-art-line: ΓûêΓûêΓûêΓûêΓûôΓûêΓûêΓûÆΓûêΓûêΓûêΓûêΓûæΓûêΓûêΓûêΓûôΓûêΓûêΓûêΓûêΓûÆΓûêΓûêΓûêΓûêΓûêΓûêΓûæΓûêΓûêΓûêΓûêΓûôΓûêΓûêΓûêΓûÆΓûêΓûêΓûêΓûêΓûêΓûæΓûêΓûêΓûêΓûôΓûêΓûêΓûêΓûêΓûÆΓûêΓûêΓûêΓûêΓûêΓûêΓûêΓûæΓûêΓûêΓûêΓûôΓûêΓûêΓûÆΓûêΓûêΓûêΓûêΓûêΓûæΓûêΓûêΓûêΓûêΓûôΓûêΓûêΓûêΓûÆΓûêΓûêΓûêΓûê	[2, 651, 1380, 661]
nfo-art-line: Γûê ΓûôΓûêΓûê ΓûêΓûêΓûÆ ΓûæΓûê ΓûêΓûêΓûê ΓûôΓûêΓûÆ ΓûêΓûê ΓûæΓûêΓûêΓûê ΓûÆΓûêΓûê ΓûêΓûô ΓûêΓûêΓûæ ΓûÆΓûê ΓûêΓûêΓûêΓûê ΓûôΓûê ΓûêΓûêΓûÆ ΓûæΓûêΓûê ΓûêΓûêΓûê ΓûêΓûÆ ΓûôΓûêΓûê ΓûæΓûê ΓûêΓûêΓûô ΓûÆΓûêΓûê ΓûêΓûêΓûê	[2, 766, 1106, 776]
nfo-art-line: Γûê ΓûæΓûÆ ΓûÆΓûæ ΓûÆΓûÆ ΓûôΓûê ΓûæΓûê ΓûæΓûÆ ΓûÆΓûæ Γûê Γûæ ΓûÆΓûêΓûêΓûÆ Γûê ΓûÆΓûê Γûê Γûæ Γûæ ΓûÆΓûæ ΓûôΓûê ΓûæΓûÆ ΓûÆΓûæ ΓûêΓûÆ ΓûæΓûê ΓûÆΓûÆ ΓûæΓûÆ ΓûêΓûæ ΓûÆΓûê ΓûæΓûÆ Γûê	[2, 1053, 984, 1063]
nfo-art-line: Γûê ΓûæΓûêΓûæ ΓûêΓûæΓûÆ Γûæ ΓûÆΓûê Γûæ ΓûÆ ΓûêΓûÆ ΓûæΓûæ ΓûÆ Γûê ΓûÆΓûæ Γûê ΓûæΓûÆ ΓûæΓûê ΓûÆ ΓûæΓûê ΓûæΓûÆ Γûê Γûæ ΓûÆΓûê Γûæ ΓûÆΓûæ Γûê ΓûÆ ΓûæΓûê Γûæ ΓûÆ ΓûêΓûæ ΓûÆ Γûæ ΓûÆΓûê Γûæ ΓûÆ Γûê	[2, 1445, 1006, 1455]
nfo-art-line: ΓûÆΓûê ΓûêΓûêΓûêΓûô ΓûêΓûê ΓûæΓûêΓûÆ ΓûêΓûêΓûêΓûê ΓûæΓûôΓûê ΓûêΓûê ΓûÆΓûêΓûê Γûô ΓûêΓûêΓûê ΓûæΓûê ΓûÆΓûêΓûêΓûô ΓûêΓûê ΓûæΓûê ΓûêΓûêΓûêΓûÆ ΓûôΓûêΓûê ΓûêΓûæ ΓûêΓûêΓûÆ ΓûêΓûêΓûê ΓûôΓûê ΓûæΓûêΓûê ΓûÆΓûêΓûê	[2, 421, 1080, 431]
nfo-art-line: ΓûæΓûê ΓûêΓûêΓûê ΓûÆΓûêΓûêΓûô Γûê ΓûôΓûêΓûêΓûæ ΓûêΓûêΓûÆ ΓûêΓûô ΓûêΓûêΓûê ΓûÆΓûêΓûæ ΓûêΓûê ΓûôΓûêΓûêΓûÆ Γûê ΓûæΓûêΓûê ΓûêΓûêΓûê ΓûÆΓûêΓûô ΓûêΓûê ΓûæΓûê ΓûÆΓûêΓûêΓûê ΓûêΓûê ΓûôΓûê ΓûæΓûêΓûêΓûÆ ΓûêΓûê ΓûôΓûê	[2, 603, 1095, 613]
nfo-art-line: ΓûêΓûÆ ΓûÆΓûêΓûêΓûêΓûê ΓûêΓûêΓûôΓûæ Γûê ΓûÆΓûêΓûê ΓûæΓûÆΓûê ΓûêΓûêΓûêΓûê Γûô ΓûêΓûê ΓûæΓûêΓûêΓûÆ ΓûêΓûô ΓûÆΓûê ΓûêΓûêΓûæ ΓûêΓûêΓûêΓûê ΓûÆΓûê ΓûæΓûêΓûô ΓûêΓûê ΓûÆΓûêΓûê ΓûêΓûæ ΓûôΓûêΓûê ΓûÆ ΓûêΓûêΓûô ΓûêΓûÆ	[2, 124, 1090, 135]
nfo-art-line: ΓûêΓûêΓûêΓûê	[2, 2239, 329, 2250]
nfo-art-line: ΓûêΓûÆ ΓûÆΓûêΓûêΓûêΓûê ΓûêΓûêΓûôΓûæ Γûê ΓûÆΓûêΓûê ΓûæΓûÆΓûê ΓûêΓûêΓûêΓûê Γûô ΓûêΓûê ΓûæΓûêΓûêΓûÆ ΓûêΓûô ΓûÆΓûê ΓûêΓûêΓûæ ΓûêΓûêΓûêΓûê ΓûÆΓûê ΓûæΓûêΓûô ΓûêΓûê ΓûÆΓûêΓûê ΓûêΓûæ ΓûôΓûêΓûê ΓûÆ ΓûêΓûêΓûô ΓûêΓûÆ	[2, 392, 1090, 403]
nfo-art-line: ΓûêΓûêΓûô ΓûæΓûê ΓûÆΓûêΓûê ΓûêΓûêΓûêΓûæ ΓûôΓûê ΓûêΓûê ΓûÆΓûêΓûêΓûê ΓûêΓûô ΓûæΓûêΓûê ΓûêΓûê ΓûÆΓûêΓûô ΓûêΓûêΓûê ΓûæΓûê ΓûÆΓûêΓûê ΓûêΓûêΓûô Γûæ ΓûêΓûêΓûê ΓûÆΓûê ΓûôΓûêΓûê ΓûêΓûê ΓûæΓûêΓûÆ ΓûêΓûêΓûêΓûê ΓûÆ	[2, 412, 1080, 422]
filesize-line: ΓûÆΓûêΓûêΓûÆ FileSize : 607 MiB ΓûÆΓûêΓûêΓûÆ	[2, 1273, 557, 1283]
nfo-art-line: ΓûÆΓûêΓûêΓûÆΓûÆΓûêΓûÆΓûêΓûêΓûÆΓûÆΓûêΓûÆΓûÆΓûêΓûêΓûÆΓûêΓûÆΓûÆΓûêΓûÆΓûêΓûêΓûÆΓûÆΓûêΓûÆΓûÆΓûêΓûêΓûÆΓûÆΓûêΓûÆΓûêΓûêΓûÆΓûÆΓûêΓûÆΓûÆΓûêΓûÆΓûÆΓûêΓûêΓûÆΓûêΓûÆΓûÆΓûêΓûêΓûÆΓûÆΓûêΓûÆΓûêΓûêΓûÆΓûÆΓûêΓûÆΓûÆΓûêΓûêΓûÆΓûêΓûÆΓûÆΓûêΓûÆΓûÆΓûêΓûêΓûÆΓûÆΓûêΓûÆΓûêΓûêΓûÆΓûÆΓûêΓûÆΓûêΓûêΓûÆ	[2, 1904, 1396, 1915]
nfo-art-line: ΓûêΓûê ΓûôΓûêΓûÆ ΓûêΓûêΓûê ΓûæΓûê ΓûêΓûêΓûô ΓûÆΓûêΓûê ΓûêΓûêΓûê ΓûæΓûêΓûÆ ΓûêΓûê ΓûôΓûêΓûê ΓûêΓûæ ΓûêΓûêΓûÆ ΓûêΓûêΓûê	[2, 526, 736, 537]
bitrate-line: ΓûÆΓûêΓûêΓûÆ ViD.BiTRATE : 1 198 kb/s ΓûÆΓûêΓûêΓûÆ	[2, 1254, 557, 1264]
nfo-art-line: ΓûêΓûêΓûô ΓûæΓûê ΓûÆΓûêΓûê ΓûêΓûêΓûêΓûæ ΓûôΓûê ΓûêΓûê ΓûÆΓûêΓûêΓûê ΓûêΓûô ΓûæΓûêΓûê ΓûêΓûê ΓûÆΓûêΓûô ΓûêΓûêΓûê ΓûæΓûê ΓûÆΓûêΓûê ΓûêΓûêΓûô Γûæ ΓûêΓûêΓûê ΓûÆΓûê ΓûôΓûêΓûê ΓûêΓûê ΓûæΓûêΓûÆ ΓûêΓûêΓûêΓûê ΓûÆ	[2, 144, 1080, 154]
nfo-art-line: ΓûêΓûêΓûô ΓûæΓûê ΓûÆΓûêΓûê ΓûêΓûê ΓûêΓûêΓûêΓûÆ ΓûôΓûêΓûê ΓûæΓûê ΓûêΓûêΓûÆ ΓûêΓûêΓûê	[2, 364, 561, 374]
nfo-box-line: ΓûÆΓûêΓûêΓûÆΓûÆΓûêΓûê ΓûêΓûêΓûÆΓûÆΓûêΓûêΓûÆ	[2, 1349, 557, 1360]
nfo-art-line: ΓûêΓûêΓûêΓûÆ ΓûêΓûê ΓûôΓûêΓûæ ΓûÆΓûêΓûê ΓûêΓûê ΓûôΓûêΓûêΓûê ΓûæΓûê ΓûêΓûêΓûÆ ΓûÆΓûêΓûô ΓûêΓûêΓûê ΓûêΓûæ ΓûÆΓûêΓûê ΓûôΓûêΓûê Γûê ΓûæΓûêΓûêΓûÆ ΓûêΓûê ΓûôΓûê ΓûêΓûêΓûêΓûæ ΓûÆΓûê ΓûêΓûêΓûô Γûê ΓûÆΓûêΓûêΓûê Γûê	[2, 431, 1090, 441]
nfo-art-line: ΓûêΓûêΓûôΓûêΓûêΓûêΓûêΓûêΓûôΓûêΓûêΓûêΓûêΓûêΓûêΓûêΓûêΓûêΓûêΓûôΓûêΓûêΓûêΓûêΓûêΓûêΓûêΓûêΓûêΓûêΓûêΓûôΓûêΓûêΓûêΓûêΓûêΓûêΓûôΓûêΓûêΓûêΓûêΓûêΓûêΓûêΓûêΓûêΓûôΓûêΓûêΓûêΓûêΓûêΓûêΓûêΓûêΓûêΓûôΓûêΓûêΓûêΓûêΓûêΓûêΓûêΓûêΓûêΓûêΓûôΓûêΓûêΓûêΓûêΓûêΓûêΓûêΓûôΓûêΓûêΓûêΓûêΓûêΓûêΓûêΓûêΓûêΓûê	[2, 1483, 1396, 1494]
nfo-art-line: Γûê ΓûæΓûêΓûæ ΓûêΓûæΓûÆ Γûæ ΓûÆΓûê Γûæ ΓûÆ ΓûêΓûÆ ΓûæΓûæ ΓûÆ Γûê ΓûÆΓûæ Γûê ΓûæΓûÆ ΓûæΓûê ΓûÆ ΓûæΓûê ΓûæΓûÆ Γûê Γûæ ΓûÆΓûê Γûæ ΓûÆΓûæ Γûê ΓûÆ ΓûæΓûê Γûæ ΓûÆ ΓûêΓûæ ΓûÆ Γûæ ΓûÆΓûê Γûæ ΓûÆ Γûê	[2, 2172, 1006, 2183]
nfo-art-line: ΓûêΓûêΓûô ΓûæΓûê ΓûÆΓûêΓûê ΓûêΓûêΓûêΓûæ ΓûôΓûê ΓûêΓûê ΓûÆΓûêΓûêΓûê ΓûêΓûô ΓûæΓûêΓûê ΓûêΓûê ΓûÆΓûêΓûô ΓûêΓûêΓûê ΓûæΓûê ΓûÆΓûêΓûê ΓûêΓûêΓûô Γûæ ΓûêΓûêΓûê ΓûÆΓûê ΓûôΓûêΓûê ΓûêΓûê ΓûæΓûêΓûÆ ΓûêΓûêΓûêΓûê ΓûÆ	[2, 278, 1080, 288]
nfo-box-line: ΓûÆΓûêΓûêΓûÆ ΓûÆΓûêΓûêΓûÆ	[2, 2029, 557, 2039]
nfo-art-line: ΓûêΓûô ΓûÆΓûêΓûê ΓûæΓûêΓûêΓûê ΓûêΓûÆ ΓûêΓûêΓûô ΓûæΓûê ΓûêΓûêΓûêΓûê ΓûÆΓûê ΓûæΓûêΓûê ΓûôΓûêΓûê ΓûÆ ΓûêΓûêΓûê ΓûêΓûêΓûæ ΓûÆΓûê ΓûôΓûêΓûê ΓûêΓûÆ ΓûæΓûêΓûêΓûêΓûê ΓûêΓûê ΓûôΓûêΓûÆ ΓûêΓûê ΓûæΓûêΓûê ΓûÆΓûêΓûô ΓûêΓûê	[2, 239, 1101, 250]
nfo-art-line: Γûê ΓûæΓûêΓûæ ΓûêΓûæΓûÆ Γûæ ΓûÆΓûê Γûæ ΓûÆ ΓûêΓûÆ ΓûæΓûæ ΓûÆ Γûê ΓûÆΓûæ Γûê ΓûæΓûÆ ΓûæΓûê ΓûÆ ΓûæΓûê ΓûæΓûÆ Γûê Γûæ ΓûÆΓûê Γûæ ΓûÆΓûæ Γûê ΓûÆ ΓûæΓûê Γûæ ΓûÆ ΓûêΓûæ ΓûÆ Γûæ ΓûÆΓûê Γûæ ΓûÆ Γûê	[2, 1062, 1006, 1073]
nfo-art-line: ΓûêΓûÆΓûÆΓûêΓûêΓûÆΓûêΓûÆΓûêΓûêΓûÆΓûÆΓûêΓûÆΓûÆΓûêΓûêΓûÆΓûêΓûÆΓûÆΓûêΓûÆΓûêΓûêΓûÆΓûÆΓûêΓûêΓûÆΓûÆΓûêΓûÆΓûêΓûêΓûÆΓûÆΓûêΓûÆΓûÆΓûêΓûêΓûÆΓûêΓûÆΓûÆΓûêΓûêΓûÆΓûÆΓûêΓûÆΓûÆΓûêΓûÆΓûêΓûêΓûÆΓûêΓûÆΓûÆΓûêΓûêΓûÆΓûÆΓûêΓûÆΓûêΓûêΓûÆΓûÆΓûêΓûÆΓûÆΓûêΓûêΓûÆΓûêΓûÆΓûÆΓûêΓûêΓûÆΓûÆΓûêΓûÆΓûêΓûê	[2, 1388, 1396, 1398]
nfo-art-line: ΓûêΓûê ΓûæΓûêΓûÆ ΓûêΓûêΓûê ΓûôΓûêΓûê Γûê ΓûÆΓûêΓûêΓûæ ΓûêΓûêΓûô Γûê ΓûæΓûêΓûê ΓûÆΓûêΓûêΓûê ΓûêΓûô ΓûêΓûê ΓûæΓûê ΓûôΓûêΓûêΓûÆ ΓûêΓûê ΓûêΓûêΓûê ΓûæΓûÆΓûê ΓûêΓûê ΓûôΓûêΓûê ΓûêΓûæ ΓûÆΓûêΓûê ΓûêΓûêΓûô ΓûæΓûêΓûê	[2, 775, 1095, 786]
nfo-art-line: ΓûêΓûêΓûÆ ΓûôΓûê ΓûêΓûêΓûê ΓûæΓûêΓûÆ ΓûêΓûê ΓûôΓûêΓûê ΓûæΓûêΓûêΓûê Γûê ΓûÆΓûêΓûêΓûô ΓûêΓûê ΓûæΓûê ΓûÆΓûêΓûê ΓûêΓûêΓûêΓûô Γûê ΓûæΓûêΓûê ΓûÆΓûê ΓûêΓûêΓûê ΓûôΓûêΓûêΓûæ ΓûêΓûÆ ΓûêΓûêΓûê ΓûêΓûê ΓûôΓûêΓûÆ Γûê	[2, 306, 1085, 317]
nfo-art-line: ΓûÆΓûê ΓûêΓûêΓûêΓûô ΓûêΓûê ΓûæΓûêΓûÆ ΓûêΓûêΓûêΓûê ΓûæΓûôΓûê ΓûêΓûê ΓûÆΓûêΓûê Γûô ΓûêΓûêΓûê ΓûæΓûê ΓûÆΓûêΓûêΓûô ΓûêΓûê ΓûæΓûê ΓûêΓûêΓûêΓûÆ ΓûôΓûêΓûê ΓûêΓûæ ΓûêΓûêΓûÆ ΓûêΓûêΓûê ΓûôΓûê ΓûæΓûêΓûê ΓûÆΓûêΓûê	[2, 584, 1080, 594]
nfo-box-line: ΓûÆΓûêΓûêΓûÆ ΓûÆΓûêΓûêΓûÆ	[2, 1694, 557, 1704]
audio1-line: ΓûÆΓûêΓûêΓûÆ AUDiO : German 6 channels AC3 @ 384 kb/s ΓûÆΓûêΓûêΓûÆ	[2, 1292, 557, 1302]
nfo-art-line: ΓûêΓûêΓûÆ ΓûôΓûê ΓûêΓûêΓûê ΓûæΓûêΓûÆ ΓûêΓûê ΓûôΓûêΓûê ΓûæΓûêΓûêΓûê Γûê ΓûÆΓûêΓûêΓûô ΓûêΓûê ΓûæΓûê ΓûÆΓûêΓûê ΓûêΓûêΓûêΓûô Γûê ΓûæΓûêΓûê ΓûÆΓûê ΓûêΓûêΓûê ΓûôΓûêΓûêΓûæ ΓûêΓûÆ ΓûêΓûêΓûê ΓûêΓûê ΓûôΓûêΓûÆ Γûê	[2, 191, 1085, 202]
nfo-art-line: ΓûæΓûê ΓûêΓûêΓûê ΓûÆΓûêΓûêΓûô Γûê ΓûôΓûêΓûêΓûæ ΓûêΓûêΓûÆ ΓûêΓûô ΓûêΓûêΓûê ΓûÆΓûêΓûæ ΓûêΓûê ΓûôΓûêΓûêΓûÆ Γûê ΓûæΓûêΓûê ΓûêΓûêΓûê ΓûÆΓûêΓûô ΓûêΓûê ΓûæΓûê ΓûÆΓûêΓûêΓûê ΓûêΓûê ΓûôΓûê ΓûæΓûêΓûêΓûÆ ΓûêΓûê ΓûôΓûê	[2, 737, 1095, 747]
nfo-art-line: ΓûôΓûêΓûêΓûêΓûêΓûêΓûêΓûêΓûêΓûêΓûêΓûô	[2, 2268, 435, 2279]
nfo-art-line: ΓûêΓûêΓûêΓûêΓûêΓûêΓûêΓûêΓûêΓûêΓûêΓûêΓûêΓûêΓûêΓûêΓûêΓûêΓûêΓûêΓûêΓûêΓûêΓûêΓûêΓûêΓûêΓûêΓûêΓûêΓûêΓûêΓûêΓûêΓûêΓûêΓûêΓûêΓûêΓûêΓûêΓûêΓûêΓûêΓûêΓûêΓûêΓûêΓûêΓûêΓûêΓûêΓûêΓûêΓûêΓûêΓûêΓûêΓûêΓûêΓûêΓûêΓûêΓûêΓûêΓûêΓûêΓûêΓûêΓûêΓûêΓûêΓûêΓûêΓûêΓûêΓûêΓûêΓûêΓûêΓûêΓûêΓûêΓûêΓûêΓûêΓûêΓûê	[2, 1378, 1396, 1388]
nfo-art-line: ΓûæΓûê ΓûêΓûêΓûê ΓûÆΓûêΓûêΓûô Γûê ΓûôΓûêΓûêΓûæ ΓûêΓûêΓûÆ ΓûêΓûô ΓûêΓûêΓûê ΓûÆΓûêΓûæ ΓûêΓûê ΓûôΓûêΓûêΓûÆ Γûê ΓûæΓûêΓûê ΓûêΓûêΓûê ΓûÆΓûêΓûô ΓûêΓûê ΓûæΓûê ΓûÆΓûêΓûêΓûê ΓûêΓûê ΓûôΓûê ΓûæΓûêΓûêΓûÆ ΓûêΓûê ΓûôΓûê	[2, 957, 1095, 967]
crf-line: ΓûÆΓûêΓûêΓûÆ CRF : CRF 19 ΓûÆΓûêΓûêΓûÆ	[2, 1330, 557, 1341]
year-line: ΓûÆΓûêΓûêΓûÆ 2022 ΓûÆΓûêΓûêΓûÆ	[2, 2067, 557, 2078]
playtime-line: ΓûÆΓûêΓûêΓûÆ PLAYTiME : 41 min 46s ΓûÆΓûêΓûêΓûÆ	[2, 1235, 557, 1245]
nfo-art	[2, 10, 1396, 2336]
nfo-art-line: ΓûêΓûêΓûÆ ΓûôΓûê ΓûêΓûêΓûê ΓûæΓûêΓûÆ ΓûêΓûê ΓûôΓûêΓûê ΓûæΓûêΓûêΓûê Γûê ΓûÆΓûêΓûêΓûô ΓûêΓûê ΓûæΓûê ΓûÆΓûêΓûê ΓûêΓûêΓûêΓûô Γûê ΓûæΓûêΓûê ΓûÆΓûê ΓûêΓûêΓûê ΓûôΓûêΓûêΓûæ ΓûêΓûÆ ΓûêΓûêΓûê ΓûêΓûê ΓûôΓûêΓûÆ Γûê	[2, 967, 1085, 977]
nfo-art-line: ΓûôΓûêΓûêΓûêΓûêΓûêΓûêΓûêΓûêΓûêΓûêΓûêΓûêΓûêΓûêΓûêΓûêΓûêΓûêΓûêΓûôΓûêΓûê	[2, 67, 530, 77]
nfo-art-line: Γûê ΓûæΓûÆ ΓûÆΓûæ ΓûÆΓûÆ ΓûôΓûê ΓûæΓûê ΓûæΓûÆ ΓûÆΓûæ Γûê Γûæ ΓûÆΓûêΓûêΓûÆ Γûê ΓûÆΓûê Γûê Γûæ Γûæ ΓûÆΓûæ ΓûôΓûê ΓûæΓûÆ ΓûÆΓûæ ΓûêΓûÆ ΓûæΓûê ΓûÆΓûÆ ΓûæΓûÆ ΓûêΓûæ ΓûÆΓûê ΓûæΓûÆ Γûê	[2, 1838, 984, 1848]
nfo-box-line: ΓûÆΓûêΓûêΓûÆ ΓûÆΓûêΓûêΓûÆ	[2, 1713, 557, 1723]
nfo-box-line: ΓûÆΓûêΓûêΓûÆΓûÆΓûêΓûê ΓûêΓûêΓûÆΓûÆΓûêΓûêΓûÆ	[2, 2086, 557, 2097]
release-title-line: ΓûÆΓûêΓûêΓûÆ Prison Break 2005-2017 (S0213) ΓûÆΓûêΓûêΓûÆ	[2, 1187, 557, 1197]
nfo-art-line: ΓûêΓûêΓûêΓûê	[2, 1129, 615, 1140]
nfo-box-line: ΓûÆΓûêΓûêΓûÆ ΓûÆΓûêΓûêΓûÆ	[2, 1924, 557, 1934]
footer	[0, 2420, 1512, 2447]
nfo-art-line: ΓûæΓûêΓûê ΓûêΓûêΓûÆ ΓûôΓûêΓûêΓûê ΓûêΓûê ΓûæΓûÆ ΓûêΓûô ΓûêΓûêΓûê ΓûÆΓûêΓûêΓûæ Γûê ΓûôΓûêΓûê ΓûêΓûêΓûÆ ΓûæΓûêΓûêΓûê ΓûÆΓûê ΓûêΓûêΓûô Γûê ΓûæΓûêΓûê ΓûÆΓûêΓûê ΓûôΓûê ΓûêΓûêΓûæ ΓûÆΓûê ΓûêΓûêΓûê ΓûôΓûêΓûê	[2, 565, 1069, 575]
release-date-line: ΓûÆΓûêΓûêΓûÆ RELEASE DATE : 07.03.2026 ΓûÆΓûêΓûêΓûÆ	[2, 1225, 557, 1235]
nfo-art-line: ΓûêΓûêΓûêΓûêΓûêΓûêΓûêΓûêΓûêΓûêΓûêΓûêΓûêΓûêΓûêΓûêΓûê ΓûêΓûêΓûêΓûê ΓûêΓûêΓûêΓûêΓûêΓûêΓûêΓûêΓûêΓûêΓûêΓûêΓûêΓûêΓûêΓûêΓûêΓûêΓûê ΓûêΓûêΓûêΓûêΓûêΓûêΓûêΓûêΓûêΓûêΓûêΓûêΓûê ΓûêΓûêΓûêΓûêΓûêΓûê ΓûêΓûêΓûêΓûêΓûêΓûêΓûêΓûêΓûêΓûêΓûêΓûêΓûêΓûêΓûêΓûêΓûêΓûêΓûêΓûê ΓûêΓûêΓûê	[2, 2153, 1333, 2164]
nfo-art-line: ΓûêΓûêΓûêΓûê ΓûêΓûêΓûêΓûê	[2, 1397, 615, 1408]
nfo-box-line: ΓûÆΓûêΓûêΓûÆ ΓûÆΓûêΓûêΓûÆ	[2, 2019, 557, 2030]
footer-tagline: ~ Next Generation of Pre Releases ~	[691, 2434, 892, 2445]
scene-message-line-2: ΓûÆΓûêΓûêΓûÆ IS ALMOST SCARY AND YET WE HAVE HOPE THAT EVERYTHING WILL ΓûÆΓûêΓûêΓûÆ	[2, 1598, 557, 1609]
nfo-art-line: ΓûÆΓûêΓûêΓûê ΓûêΓûô ΓûêΓûêΓûæ ΓûêΓûêΓûê ΓûÆΓûê ΓûôΓûêΓûê ΓûêΓûæ ΓûÆΓûêΓûêΓûê ΓûêΓûê ΓûôΓûêΓûæ ΓûêΓûê ΓûÆΓûêΓûê ΓûæΓûê ΓûêΓûêΓûêΓûô ΓûêΓûê ΓûÆΓûê ΓûæΓûêΓûê ΓûêΓûêΓûê ΓûôΓûêΓûÆ ΓûêΓûê ΓûæΓûêΓûêΓûê ΓûêΓûô ΓûÆΓûê	[2, 871, 1106, 881]
nfo-art-line: ΓûÆΓûê ΓûêΓûêΓûêΓûô ΓûêΓûê ΓûæΓûêΓûÆ ΓûêΓûêΓûêΓûê ΓûæΓûôΓûê ΓûêΓûê ΓûÆΓûêΓûê Γûô ΓûêΓûêΓûê ΓûæΓûê ΓûÆΓûêΓûêΓûô ΓûêΓûê ΓûæΓûê ΓûêΓûêΓûêΓûÆ ΓûôΓûêΓûê ΓûêΓûæ ΓûêΓûêΓûÆ ΓûêΓûêΓûê ΓûôΓûê ΓûæΓûêΓûê ΓûÆΓûêΓûê	[2, 153, 1080, 163]
nfo-art-line: ΓûêΓûêΓûêΓûÆ ΓûêΓûê ΓûôΓûêΓûæ ΓûÆΓûêΓûê ΓûêΓûê ΓûôΓûêΓûêΓûê ΓûæΓûê ΓûêΓûêΓûÆ ΓûÆΓûêΓûô ΓûêΓûêΓûê ΓûêΓûæ ΓûÆΓûêΓûê ΓûôΓûêΓûê Γûê ΓûæΓûêΓûêΓûÆ ΓûêΓûê ΓûôΓûê ΓûêΓûêΓûêΓûæ ΓûÆΓûê ΓûêΓûêΓûô Γûê ΓûÆΓûêΓûêΓûê Γûê	[2, 718, 1090, 728]
greets-line: ΓûÆΓûêΓûêΓûÆ GREETS : NONE ! - NEEDS : NOTHiNG ! ΓûÆΓûêΓûêΓûÆ	[2, 1981, 557, 1991]
nfo-art-line: ΓûêΓûêΓûê ΓûôΓûêΓûêΓûÆ ΓûæΓûêΓûê ΓûÆΓûêΓûÆ ΓûêΓûêΓûê Γûê ΓûæΓûê ΓûÆΓûêΓûêΓûê ΓûêΓûêΓûæ ΓûôΓûê ΓûêΓûêΓûêΓûÆ ΓûæΓûê ΓûêΓûê ΓûÆΓûêΓûêΓûô ΓûêΓûæ ΓûêΓûêΓûÆ ΓûôΓûêΓûêΓûê ΓûæΓûêΓûÆ ΓûêΓûê ΓûêΓûô ΓûêΓûê ΓûÆΓûêΓûê	[2, 670, 1090, 680]
nfo-box-line: ΓûÆΓûêΓûêΓûÆ ΓûêΓöçΓûÇ ΓûêΓöçΓûÇ ΓûêΓöç ΓûÇΓöçΓûä ΓûêΓöçΓûêΓöçΓûÇ ΓûÆΓûêΓûêΓûÆ	[2, 1541, 557, 1551]
nfo-art-line: ΓûêΓûêΓûêΓûêΓûêΓûêΓûêΓûêΓûêΓûêΓûêΓûêΓûêΓûêΓûêΓûêΓûê ΓûêΓûêΓûêΓûê ΓûêΓûêΓûêΓûêΓûêΓûêΓûêΓûêΓûêΓûêΓûêΓûêΓûêΓûêΓûêΓûêΓûêΓûêΓûê ΓûêΓûêΓûêΓûêΓûêΓûêΓûêΓûêΓûêΓûêΓûêΓûêΓûê ΓûêΓûêΓûêΓûêΓûêΓûê ΓûêΓûêΓûêΓûêΓûêΓûêΓûêΓûêΓûêΓûêΓûêΓûêΓûêΓûêΓûêΓûêΓûêΓûêΓûêΓûê ΓûêΓûêΓûê	[2, 1828, 1333, 1838]
nfo-box-line: ΓûÆΓûêΓûêΓûÆ ΓûÆΓûêΓûêΓûÆ	[2, 1646, 557, 1656]
nfo-art-line	[2, 2326, 1396, 2336]
nfo-box-line: ΓûÆΓûêΓûêΓûÆ ΓûÆΓûêΓûêΓûÆ	[2, 2000, 557, 2011]
nfo-art-line: ΓûêΓûêΓûôΓûêΓûêΓûêΓûêΓûêΓûêΓûêΓûêΓûêΓûêΓûêΓûêΓûêΓûêΓûêΓûêΓûêΓûêΓûêΓûêΓûêΓûêΓûêΓûêΓûêΓûêΓûêΓûêΓûêΓûôΓûô	[2, 77, 678, 87]
nfo-box-line: ΓûÆΓûêΓûêΓûÆ ΓûêΓöçΓûÇ ΓûêΓöçΓûÇ ΓûêΓöç ΓûÇΓöçΓûä ΓûêΓöçΓûêΓöçΓûÇ ΓûÆΓûêΓûêΓûÆ	[2, 1158, 557, 1168]
video-source-line: ΓûÆΓûêΓûêΓûÆ ViDEO SOURCE : DVD ΓûÆΓûêΓûêΓûÆ	[2, 1263, 557, 1274]
nfo-art-line: ΓûæΓûê ΓûêΓûêΓûê ΓûÆΓûêΓûêΓûô Γûê ΓûôΓûêΓûêΓûæ ΓûêΓûêΓûÆ ΓûêΓûô ΓûêΓûêΓûê ΓûÆΓûêΓûæ ΓûêΓûê ΓûôΓûêΓûêΓûÆ Γûê ΓûæΓûêΓûê ΓûêΓûêΓûê ΓûÆΓûêΓûô ΓûêΓûê ΓûæΓûê ΓûÆΓûêΓûêΓûê ΓûêΓûê ΓûôΓûê ΓûæΓûêΓûêΓûÆ ΓûêΓûê ΓûôΓûê	[2, 450, 1095, 460]
nfo-box-line: ΓûÆΓûêΓûêΓûÆ ΓûÇ ΓûÇ ΓûÇ ΓûÇΓöçΓûÇ ΓûÇΓöçΓûÇ ΓûÇ ΓûÇΓöçΓûÇ ΓûÆΓûêΓûêΓûÆ	[2, 1168, 557, 1178]
nfo-art-line: ΓûæΓûôΓûêΓûêΓûêΓûêΓûêΓûêΓûêΓûêΓûêΓûêΓûêΓûêΓûêΓûô	[2, 2259, 488, 2269]
nfo-art-line: ΓûêΓûêΓûêΓûêΓûêΓûêΓûêΓûêΓûêΓûêΓûêΓûêΓûêΓûêΓûêΓûêΓûêΓûêΓûêΓûêΓûêΓûêΓûêΓûêΓûêΓûêΓûêΓûêΓûêΓûêΓûêΓûêΓûêΓûêΓûêΓûêΓûêΓûêΓûêΓûêΓûêΓûêΓûêΓûêΓûêΓûêΓûêΓûêΓûêΓûêΓûêΓûêΓûêΓûêΓûêΓûêΓûêΓûêΓûêΓûêΓûêΓûêΓûêΓûêΓûêΓûêΓûêΓûêΓûêΓûêΓûêΓûêΓûêΓûêΓûêΓûêΓûêΓûêΓûêΓûêΓûêΓûêΓûêΓûêΓûêΓûêΓûêΓûê	[2, 1780, 1396, 1790]
nfo-art-line: ΓûêΓûêΓûêΓûêΓûêΓûêΓûêΓûêΓûêΓûêΓûêΓûêΓûêΓûêΓûêΓûêΓûêΓûêΓûêΓûêΓûêΓûêΓûêΓûêΓûêΓûêΓûêΓûêΓûêΓûêΓûêΓûêΓûêΓûêΓûêΓûêΓûêΓûêΓûêΓûêΓûêΓûêΓûêΓûêΓûêΓûêΓûêΓûêΓûêΓûêΓûêΓûêΓûêΓûêΓûêΓûêΓûêΓûêΓûêΓûêΓûêΓûêΓûêΓûêΓûêΓûêΓûêΓûêΓûêΓûêΓûêΓûêΓûêΓûêΓûêΓûêΓûêΓûêΓûêΓûêΓûêΓûêΓûêΓûêΓûêΓûêΓûêΓûê	[2, 1818, 1396, 1829]
nfo-art-line: Γûê Γûê Γûæ Γûê ΓûêΓûêΓûêΓûê ΓûêΓûæ Γûê Γûæ Γûê ΓûêΓûê Γûê ΓûæΓûê Γûê Γûæ Γûê Γûê	[2, 2201, 699, 2212]
nfo-art-line: ΓûæΓûêΓûê ΓûêΓûêΓûÆ ΓûôΓûêΓûêΓûê ΓûêΓûê ΓûæΓûÆ ΓûêΓûô ΓûêΓûêΓûê ΓûÆΓûêΓûêΓûæ Γûê ΓûôΓûêΓûê ΓûêΓûêΓûÆ ΓûæΓûêΓûêΓûê ΓûÆΓûê ΓûêΓûêΓûô Γûê ΓûæΓûêΓûê ΓûÆΓûêΓûê ΓûôΓûê ΓûêΓûêΓûæ ΓûÆΓûê ΓûêΓûêΓûê ΓûôΓûêΓûê	[2, 919, 1069, 929]
nfo-art-line: ΓûÆΓûêΓûêΓûê ΓûêΓûô ΓûêΓûêΓûæ ΓûêΓûêΓûê ΓûÆΓûê ΓûôΓûêΓûê ΓûêΓûæ ΓûÆΓûêΓûêΓûê ΓûêΓûê ΓûôΓûêΓûæ ΓûêΓûê ΓûÆΓûêΓûê ΓûæΓûê ΓûêΓûêΓûêΓûô ΓûêΓûê ΓûÆΓûê ΓûæΓûêΓûê ΓûêΓûêΓûê ΓûôΓûêΓûÆ ΓûêΓûê ΓûæΓûêΓûêΓûê ΓûêΓûô ΓûÆΓûê	[2, 469, 1106, 479]
nfo-box-line: ΓûÆΓûêΓûêΓûÆ ΓûÆΓûêΓûêΓûÆ	[2, 1560, 557, 1570]
nfo-art-line: ΓûæΓûêΓûê ΓûêΓûêΓûô ΓûÆΓûê ΓûêΓûêΓûê ΓûêΓûê ΓûÆΓûêΓûô ΓûæΓûêΓûê ΓûêΓûê ΓûÆΓûêΓûêΓûê ΓûêΓûô ΓûêΓûêΓûæ ΓûêΓûê ΓûÆΓûêΓûê ΓûôΓûê ΓûêΓûêΓûæ ΓûÆΓûê	[2, 498, 841, 508]
nfo-box-line: ΓûÆΓûêΓûêΓûÆ ΓûÇ ΓûÇ ΓûÇ ΓûÇΓöçΓûÇ ΓûÇΓöçΓûÇ ΓûÇ ΓûÇΓöçΓûÇ ΓûÆΓûêΓûêΓûÆ	[2, 1550, 557, 1561]
nfo-art-line: ΓûêΓûêΓûÆΓûêΓûêΓûêΓûêΓûêΓûôΓûêΓûêΓûêΓûæΓûêΓûêΓûêΓûêΓûêΓûÆΓûêΓûêΓûêΓûêΓûôΓûêΓûêΓûæΓûêΓûêΓûêΓûêΓûêΓûêΓûÆΓûêΓûêΓûêΓûôΓûêΓûêΓûêΓûêΓûêΓûæΓûêΓûêΓûêΓûêΓûÆΓûêΓûêΓûêΓûêΓûêΓûôΓûêΓûêΓûêΓûæΓûêΓûêΓûêΓûêΓûêΓûÆΓûêΓûêΓûêΓûêΓûôΓûêΓûêΓûæΓûêΓûêΓûêΓûêΓûêΓûêΓûÆΓûêΓûêΓûêΓûôΓûêΓûê	[2, 660, 1364, 671]
nfo-art-line: ΓûêΓûÆ ΓûÆΓûÆΓûê ΓûÆΓûêΓûÆ Γûæ ΓûêΓûê ΓûÆΓûæ ΓûÆΓûê ΓûæΓûÆΓûÆ Γûê ΓûæΓûÆΓûê ΓûÆ ΓûæΓûêΓûÆ ΓûÆΓûæ ΓûêΓûÆ Γûæ ΓûÆΓûÆ ΓûêΓûæ ΓûÆ ΓûÆΓûê ΓûæΓûÆ Γûê ΓûÆΓûæ ΓûÆΓûê Γûæ ΓûêΓûÆ ΓûÆ ΓûæΓûê ΓûÆΓûÆ Γûæ ΓûêΓûÆ Γûê	[2, 1072, 1064, 1082]
nfo-art-line: ΓûêΓûêΓûêΓûê	[2, 2134, 615, 2145]
nfo-art-line: ΓûêΓûê ΓûæΓûêΓûÆ ΓûêΓûêΓûê ΓûôΓûêΓûê Γûê ΓûÆΓûêΓûêΓûæ ΓûêΓûêΓûô Γûê ΓûæΓûêΓûê ΓûÆΓûêΓûêΓûê ΓûêΓûô ΓûêΓûê ΓûæΓûê ΓûôΓûêΓûêΓûÆ ΓûêΓûê ΓûêΓûêΓûê ΓûæΓûÆΓûê ΓûêΓûê ΓûôΓûêΓûê ΓûêΓûæ ΓûÆΓûêΓûê ΓûêΓûêΓûô ΓûæΓûêΓûê	[2, 488, 1095, 498]
nfo-art-line: ΓûêΓûê ΓûæΓûêΓûÆ ΓûêΓûêΓûê ΓûôΓûêΓûê Γûê ΓûÆΓûêΓûêΓûæ ΓûêΓûêΓûô Γûê ΓûæΓûêΓûê ΓûÆΓûêΓûêΓûê ΓûêΓûô ΓûêΓûê ΓûæΓûê ΓûôΓûêΓûêΓûÆ ΓûêΓûê ΓûêΓûêΓûê ΓûæΓûÆΓûê ΓûêΓûê ΓûôΓûêΓûê ΓûêΓûæ ΓûÆΓûêΓûê ΓûêΓûêΓûô ΓûæΓûêΓûê	[2, 335, 1095, 345]
audio2-line: ΓûÆΓûêΓûêΓûÆ AUDiO : English 6 channels AC3 @ 448 kb/s ΓûÆΓûêΓûêΓûÆ	[2, 1302, 557, 1312]
nfo-art-line: ΓûêΓûêΓûêΓûêΓûêΓûêΓûêΓûêΓûêΓûêΓûêΓûêΓûêΓûêΓûêΓûêΓûêΓûêΓûêΓûêΓûêΓûêΓûêΓûêΓûêΓûêΓûêΓûêΓûêΓûêΓûêΓûêΓûêΓûêΓûêΓûêΓûêΓûêΓûêΓûêΓûêΓûêΓûêΓûêΓûêΓûêΓûêΓûêΓûêΓûêΓûêΓûêΓûêΓûêΓûêΓûêΓûêΓûêΓûêΓûêΓûêΓûêΓûêΓûêΓûêΓûêΓûêΓûêΓûêΓûêΓûêΓûêΓûêΓûêΓûêΓûêΓûêΓûêΓûêΓûêΓûêΓûêΓûêΓûêΓûêΓûêΓûêΓûê	[2, 2220, 1396, 2231]
nfo-art-line: ΓûêΓûêΓûô ΓûæΓûê ΓûÆΓûêΓûê ΓûêΓûêΓûêΓûæ ΓûôΓûê ΓûêΓûê ΓûÆΓûêΓûêΓûê ΓûêΓûô ΓûæΓûêΓûê ΓûêΓûê ΓûÆΓûêΓûô ΓûêΓûêΓûê ΓûæΓûê ΓûÆΓûêΓûê ΓûêΓûêΓûô Γûæ ΓûêΓûêΓûê ΓûÆΓûê ΓûôΓûêΓûê ΓûêΓûê ΓûæΓûêΓûÆ ΓûêΓûêΓûêΓûê ΓûÆ	[2, 699, 1080, 709]
nfo-art-line: ΓûêΓûêΓûêΓûêΓûêΓûêΓûêΓûêΓûêΓûêΓûêΓûêΓûêΓûêΓûêΓûêΓûêΓûêΓûêΓûêΓûêΓûêΓûêΓûêΓûêΓûêΓûêΓûêΓûêΓûêΓûêΓûêΓûêΓûêΓûêΓûêΓûêΓûêΓûêΓûêΓûêΓûêΓûêΓûêΓûêΓûêΓûêΓûêΓûêΓûêΓûêΓûêΓûêΓûêΓûêΓûêΓûêΓûêΓûêΓûêΓûêΓûêΓûêΓûêΓûêΓûêΓûêΓûêΓûêΓûêΓûêΓûêΓûêΓûêΓûêΓûêΓûêΓûêΓûêΓûêΓûêΓûêΓûêΓûêΓûêΓûêΓûêΓûê	[2, 1493, 1396, 1503]
imdb-link-line: ΓûÆΓûêΓûêΓûÆΓûÆΓûêΓûêΓûÆ iMDB LiNK : https://www.imdb.com/title/tt0455275/ ΓûÆΓûêΓûêΓûÆΓûÆΓûêΓûêΓûÆ	[2, 1359, 557, 1369]
nfo-art-line: ΓûæΓûêΓûê ΓûêΓûêΓûÆ ΓûôΓûêΓûêΓûê ΓûêΓûê ΓûæΓûÆ ΓûêΓûô ΓûêΓûêΓûê ΓûÆΓûêΓûêΓûæ Γûê ΓûôΓûêΓûê ΓûêΓûêΓûÆ ΓûæΓûêΓûêΓûê ΓûÆΓûê ΓûêΓûêΓûô Γûê ΓûæΓûêΓûê ΓûÆΓûêΓûê ΓûôΓûê ΓûêΓûêΓûæ ΓûÆΓûê ΓûêΓûêΓûê ΓûôΓûêΓûê	[2, 804, 1069, 814]
nfo-art-line: ΓûêΓûêΓûÆ ΓûôΓûê ΓûêΓûêΓûê ΓûæΓûêΓûÆ ΓûêΓûê ΓûôΓûêΓûê ΓûæΓûêΓûêΓûê Γûê ΓûÆΓûêΓûêΓûô ΓûêΓûê ΓûæΓûê ΓûÆΓûêΓûê ΓûêΓûêΓûêΓûô Γûê ΓûæΓûêΓûê ΓûÆΓûê ΓûêΓûêΓûê ΓûôΓûêΓûêΓûæ ΓûêΓûÆ ΓûêΓûêΓûê ΓûêΓûê ΓûôΓûêΓûÆ Γûê	[2, 746, 1085, 757]
nfo-box-line: ΓûÆΓûêΓûêΓûÆ ΓûÆΓûêΓûêΓûÆ	[2, 1684, 557, 1695]
nfo-art-line: ΓûÆΓûêΓûÆΓûêΓûêΓûÆΓûÆΓûêΓûÆΓûÆΓûêΓûêΓûÆΓûêΓûÆΓûÆΓûêΓûêΓûÆΓûêΓûêΓûÆΓûÆΓûêΓûÆΓûÆΓûêΓûêΓûÆΓûêΓûÆΓûÆΓûêΓûÆΓûêΓûêΓûÆΓûÆΓûêΓûÆΓûÆΓûêΓûêΓûÆΓûÆΓûêΓûÆΓûêΓûêΓûÆΓûÆΓûêΓûÆΓûÆΓûêΓûÆΓûêΓûêΓûÆΓûÆΓûêΓûÆΓûÆΓûêΓûêΓûÆΓûêΓûÆΓûÆΓûêΓûêΓûÆΓûÆΓûêΓûÆΓûêΓûêΓûÆΓûÆΓûêΓûÆΓûÆΓûêΓûêΓûÆΓûêΓûÆ	[2, 1771, 1380, 1781]
nfo-art-line: ΓûæΓûê ΓûêΓûêΓûê ΓûÆΓûêΓûêΓûô Γûê ΓûôΓûêΓûêΓûæ ΓûêΓûêΓûÆ ΓûêΓûô ΓûêΓûêΓûê ΓûÆΓûêΓûæ ΓûêΓûê ΓûôΓûêΓûêΓûÆ Γûê ΓûæΓûêΓûê ΓûêΓûêΓûê ΓûÆΓûêΓûô ΓûêΓûê ΓûæΓûê ΓûÆΓûêΓûêΓûê ΓûêΓûê ΓûôΓûê ΓûæΓûêΓûêΓûÆ ΓûêΓûê ΓûôΓûê	[2, 182, 1095, 192]
nfo-box-line: ΓûÆΓûêΓûêΓûÆ ΓûÆΓûêΓûêΓûÆ	[2, 1617, 557, 1628]
nfo-art-line: ΓûêΓûêΓûêΓûê	[2, 1512, 615, 1522]
nfo-art-line: ΓûÆΓûêΓûê ΓûôΓûêΓûê ΓûæΓûê ΓûêΓûêΓûÆ ΓûêΓûêΓûê ΓûôΓûê ΓûæΓûêΓûê ΓûêΓûêΓûÆ ΓûêΓûêΓûê ΓûêΓûô ΓûæΓûê ΓûÆΓûêΓûê ΓûêΓûêΓûô ΓûæΓûêΓûê ΓûÆΓûê ΓûêΓûêΓûê	[2, 105, 821, 116]
nfo-box-line: ΓûÆΓûêΓûêΓûÆ ΓûÆΓûêΓûêΓûÆ	[2, 1675, 557, 1685]
nfo-art-line: Γûê ΓûôΓûêΓûê ΓûêΓûêΓûÆ ΓûæΓûê ΓûêΓûêΓûê ΓûôΓûêΓûÆ ΓûêΓûê ΓûæΓûêΓûêΓûê ΓûÆΓûêΓûê ΓûêΓûô ΓûêΓûêΓûæ ΓûÆΓûê ΓûêΓûêΓûêΓûê ΓûôΓûê ΓûêΓûêΓûÆ ΓûæΓûêΓûê ΓûêΓûêΓûê ΓûêΓûÆ ΓûôΓûêΓûê ΓûæΓûê ΓûêΓûêΓûô ΓûÆΓûêΓûê ΓûêΓûêΓûê	[2, 211, 1106, 221]
nfo-art-line: Γûê Γûê Γûæ Γûê ΓûêΓûêΓûêΓûê ΓûêΓûæ Γûê Γûæ Γûê ΓûêΓûê Γûê ΓûæΓûê Γûê Γûæ Γûê Γûê	[2, 1091, 699, 1101]
nfo-box-line: ΓûÆΓûêΓûêΓûÆ ΓûÆΓûêΓûêΓûÆ	[2, 2038, 557, 2049]
nfo-box-line: ΓûÆΓûêΓûêΓûÆ ΓûÆΓûêΓûêΓûÆ	[2, 1206, 557, 1216]
nfo-art-line: ΓûêΓûêΓûêΓûêΓûêΓûêΓûêΓûêΓûêΓûêΓûêΓûêΓûêΓûêΓûêΓûêΓûêΓûêΓûêΓûêΓûêΓûêΓûêΓûêΓûêΓûêΓûêΓûêΓûêΓûêΓûêΓûêΓûêΓûêΓûêΓûêΓûêΓûêΓûêΓûêΓûêΓûêΓûêΓûêΓûêΓûêΓûêΓûêΓûêΓûêΓûêΓûêΓûêΓûêΓûêΓûêΓûêΓûêΓûêΓûêΓûêΓûêΓûêΓûêΓûêΓûêΓûêΓûêΓûêΓûêΓûêΓûêΓûêΓûêΓûêΓûêΓûêΓûêΓûêΓûêΓûêΓûêΓûêΓûêΓûêΓûêΓûêΓûê	[2, 1895, 1396, 1905]
nfo-art-line: ΓûêΓûêΓûêΓûê ΓûêΓûêΓûêΓûê	[2, 1799, 615, 1810]
nfo-art-line: ΓûôΓûêΓûêΓûêΓûê	[2, 19, 293, 30]
nfo-art-line: ΓûêΓûê ΓûæΓûêΓûÆ ΓûêΓûêΓûê ΓûôΓûêΓûê Γûê ΓûÆΓûêΓûêΓûæ ΓûêΓûêΓûô Γûê ΓûæΓûêΓûê ΓûÆΓûêΓûêΓûê ΓûêΓûô ΓûêΓûê ΓûæΓûê ΓûôΓûêΓûêΓûÆ ΓûêΓûê ΓûêΓûêΓûê ΓûæΓûÆΓûê ΓûêΓûê ΓûôΓûêΓûê ΓûêΓûæ ΓûÆΓûêΓûê ΓûêΓûêΓûô ΓûæΓûêΓûê	[2, 986, 1095, 996]
nfo-art-line: Γûô	[2, 2306, 297, 2317]
nfo-art-line: ΓûêΓûêΓûêΓûêΓûêΓûêΓûêΓûêΓûêΓûêΓûêΓûêΓûêΓûêΓûêΓûêΓûêΓûêΓûêΓûêΓûêΓûêΓûêΓûêΓûêΓûêΓûêΓûêΓûêΓûêΓûêΓûêΓûêΓûêΓûêΓûêΓûêΓûêΓûêΓûêΓûêΓûêΓûêΓûêΓûêΓûêΓûêΓûêΓûêΓûêΓûêΓûêΓûêΓûêΓûêΓûêΓûêΓûêΓûêΓûêΓûêΓûêΓûêΓûêΓûêΓûêΓûêΓûêΓûêΓûêΓûêΓûêΓûêΓûêΓûêΓûêΓûêΓûêΓûêΓûêΓûêΓûêΓûêΓûêΓûêΓûêΓûêΓûê	[2, 1110, 1396, 1121]
nfo-art-line: ΓûêΓûêΓûê ΓûôΓûêΓûêΓûÆ ΓûæΓûêΓûê ΓûÆΓûêΓûÆ ΓûêΓûêΓûê Γûê ΓûæΓûê ΓûÆΓûêΓûêΓûê ΓûêΓûêΓûæ ΓûôΓûê ΓûêΓûêΓûêΓûÆ ΓûæΓûê ΓûêΓûê ΓûÆΓûêΓûêΓûô ΓûêΓûæ ΓûêΓûêΓûÆ ΓûôΓûêΓûêΓûê ΓûæΓûêΓûÆ ΓûêΓûê ΓûêΓûô ΓûêΓûê ΓûÆΓûêΓûê	[2, 115, 1090, 125]
nfo-art-line: ΓûêΓûêΓûêΓûêΓûêΓûêΓûêΓûêΓûêΓûêΓûêΓûêΓûêΓûêΓûêΓûêΓûêΓûêΓûêΓûêΓûêΓûêΓûêΓûêΓûêΓûêΓûêΓûêΓûêΓûêΓûêΓûêΓûêΓûêΓûêΓûêΓûêΓûêΓûêΓûêΓûêΓûêΓûêΓûêΓûêΓûêΓûêΓûêΓûêΓûêΓûêΓûêΓûêΓûêΓûêΓûêΓûêΓûêΓûêΓûêΓûêΓûêΓûêΓûêΓûêΓûêΓûêΓûêΓûêΓûêΓûêΓûêΓûêΓûêΓûêΓûêΓûêΓûêΓûêΓûêΓûêΓûêΓûêΓûêΓûêΓûêΓûêΓûê	[2, 1034, 1396, 1044]
nfo-art-line: ΓûôΓûêΓûêΓûêΓûêΓûêΓûêΓûêΓûô	[2, 2278, 398, 2288]
nfo-box-line: ΓûÆΓûêΓûêΓûÆ ΓûÆΓûêΓûêΓûÆ	[2, 1991, 557, 2001]
nfo-art-line: ΓûêΓûÆ ΓûÆΓûêΓûêΓûêΓûê ΓûêΓûêΓûôΓûæ Γûê ΓûÆΓûêΓûê ΓûæΓûÆΓûê ΓûêΓûêΓûêΓûê Γûô ΓûêΓûê ΓûæΓûêΓûêΓûÆ ΓûêΓûô ΓûÆΓûê ΓûêΓûêΓûæ ΓûêΓûêΓûêΓûê ΓûÆΓûê ΓûæΓûêΓûô ΓûêΓûê ΓûÆΓûêΓûê ΓûêΓûæ ΓûôΓûêΓûê ΓûÆ ΓûêΓûêΓûô ΓûêΓûÆ	[2, 679, 1090, 690]
nfo-art-line: ΓûêΓûÆ ΓûÆΓûêΓûêΓûêΓûê ΓûêΓûêΓûôΓûæ Γûê ΓûÆΓûêΓûê ΓûæΓûÆΓûê ΓûêΓûêΓûêΓûê Γûô ΓûêΓûê ΓûæΓûêΓûêΓûÆ ΓûêΓûô ΓûÆΓûê ΓûêΓûêΓûæ ΓûêΓûêΓûêΓûê ΓûÆΓûê ΓûæΓûêΓûô ΓûêΓûê ΓûÆΓûêΓûê ΓûêΓûæ ΓûôΓûêΓûê ΓûÆ ΓûêΓûêΓûô ΓûêΓûÆ	[2, 555, 1090, 565]
nfo-art-line: ΓûêΓûêΓûô ΓûæΓûê ΓûÆΓûêΓûê ΓûêΓûêΓûêΓûæ ΓûôΓûê ΓûêΓûê ΓûÆΓûêΓûêΓûê ΓûêΓûô ΓûæΓûêΓûê ΓûêΓûê ΓûÆΓûêΓûô ΓûêΓûêΓûê ΓûæΓûê ΓûÆΓûêΓûê ΓûêΓûêΓûô Γûæ ΓûêΓûêΓûê ΓûÆΓûê ΓûôΓûêΓûê ΓûêΓûê ΓûæΓûêΓûÆ ΓûêΓûêΓûêΓûê ΓûÆ	[2, 928, 1080, 939]
nfo-art-line: ΓûÆΓûêΓûÆΓûêΓûêΓûÆΓûÆΓûêΓûÆΓûÆΓûêΓûêΓûÆΓûêΓûÆΓûÆΓûêΓûêΓûÆΓûêΓûêΓûÆΓûÆΓûêΓûÆΓûÆΓûêΓûêΓûÆΓûêΓûÆΓûÆΓûêΓûÆΓûêΓûêΓûÆΓûÆΓûêΓûÆΓûÆΓûêΓûêΓûÆΓûÆΓûêΓûÆΓûêΓûêΓûÆΓûÆΓûêΓûÆΓûÆΓûêΓûÆΓûêΓûêΓûÆΓûÆΓûêΓûÆΓûÆΓûêΓûêΓûÆΓûêΓûÆΓûÆΓûêΓûêΓûÆΓûÆΓûêΓûÆΓûêΓûêΓûÆΓûÆΓûêΓûÆΓûÆΓûêΓûêΓûÆΓûêΓûÆ	[2, 2096, 1380, 2106]
nfo-art-line: ΓûêΓûêΓûêΓûêΓûêΓûêΓûêΓûêΓûêΓûêΓûêΓûêΓûêΓûêΓûêΓûêΓûêΓûêΓûêΓûêΓûêΓûêΓûêΓûêΓûêΓûêΓûêΓûêΓûêΓûêΓûêΓûêΓûêΓûêΓûêΓûêΓûêΓûêΓûêΓûêΓûêΓûêΓûêΓûêΓûêΓûêΓûêΓûêΓûêΓûêΓûêΓûêΓûêΓûêΓûêΓûêΓûêΓûêΓûêΓûêΓûêΓûêΓûêΓûêΓûêΓûêΓûêΓûêΓûêΓûêΓûêΓûêΓûêΓûêΓûêΓûêΓûêΓûêΓûêΓûêΓûêΓûêΓûêΓûêΓûêΓûêΓûêΓûê	[2, 1416, 1396, 1427]
nfo-art-line: Γûê ΓûæΓûÆ ΓûÆΓûæ ΓûÆΓûÆ ΓûôΓûê ΓûæΓûê ΓûæΓûÆ ΓûÆΓûæ Γûê Γûæ ΓûÆΓûêΓûêΓûÆ Γûê ΓûÆΓûê Γûê Γûæ Γûæ ΓûÆΓûæ ΓûôΓûê ΓûæΓûÆ ΓûÆΓûæ ΓûêΓûÆ ΓûæΓûê ΓûÆΓûÆ ΓûæΓûÆ ΓûêΓûæ ΓûÆΓûê ΓûæΓûÆ Γûê	[2, 2163, 984, 2173]
nfo-box-line: ΓûÆΓûêΓûêΓûÆ ΓûÆΓûêΓûêΓûÆ	[2, 2010, 557, 2020]
nfo-box-line: ΓûÆΓûêΓûêΓûÆ ΓûêΓöçΓûÇ ΓûêΓöçΓûÇ ΓûêΓöç ΓûÇΓöçΓûä ΓûêΓöçΓûêΓöçΓûÇ ΓûÆΓûêΓûêΓûÆ	[2, 1943, 557, 1953]
nfo-art-line: ΓûÆΓûêΓûÆΓûêΓûêΓûÆΓûÆΓûêΓûÆΓûÆΓûêΓûêΓûÆΓûêΓûÆΓûÆΓûêΓûêΓûÆΓûêΓûêΓûÆΓûÆΓûêΓûÆΓûÆΓûêΓûêΓûÆΓûêΓûÆΓûÆΓûêΓûÆΓûêΓûêΓûÆΓûÆΓûêΓûÆΓûÆΓûêΓûêΓûÆΓûÆΓûêΓûÆΓûêΓûêΓûÆΓûÆΓûêΓûÆΓûÆΓûêΓûÆΓûêΓûêΓûÆΓûÆΓûêΓûÆΓûÆΓûêΓûêΓûÆΓûêΓûÆΓûÆΓûêΓûêΓûÆΓûÆΓûêΓûÆΓûêΓûêΓûÆΓûÆΓûêΓûÆΓûÆΓûêΓûêΓûÆΓûêΓûÆ	[2, 1369, 1380, 1379]
nfo-art-line: ΓûêΓûêΓûêΓûêΓûêΓûêΓûêΓûêΓûêΓûêΓûêΓûêΓûêΓûêΓûêΓûêΓûêΓûêΓûêΓûêΓûêΓûêΓûêΓûêΓûêΓûêΓûêΓûêΓûêΓûêΓûêΓûêΓûêΓûêΓûêΓûêΓûêΓûêΓûêΓûêΓûêΓûêΓûêΓûêΓûêΓûêΓûêΓûêΓûêΓûêΓûêΓûêΓûêΓûêΓûêΓûêΓûêΓûêΓûêΓûêΓûêΓûêΓûêΓûêΓûêΓûêΓûêΓûêΓûêΓûêΓûêΓûêΓûêΓûêΓûêΓûêΓûêΓûêΓûêΓûêΓûêΓûêΓûêΓûêΓûêΓûêΓûêΓûê	[2, 2105, 1396, 2116]
nfo-art-line: ΓûêΓûêΓûêΓûê	[2, 2249, 329, 2259]
nfo-box-line: ΓûÆΓûêΓûêΓûÆ ΓûÆΓûêΓûêΓûÆ	[2, 1627, 557, 1637]
nfo-art-line: ΓûêΓûê ΓûæΓûêΓûÆ ΓûêΓûêΓûê ΓûôΓûêΓûê Γûê ΓûÆΓûêΓûêΓûæ ΓûêΓûêΓûô Γûê ΓûæΓûêΓûê ΓûÆΓûêΓûêΓûê ΓûêΓûô ΓûêΓûê ΓûæΓûê ΓûôΓûêΓûêΓûÆ ΓûêΓûê ΓûêΓûêΓûê ΓûæΓûÆΓûê ΓûêΓûê ΓûôΓûêΓûê ΓûêΓûæ ΓûÆΓûêΓûê ΓûêΓûêΓûô ΓûæΓûêΓûê	[2, 641, 1095, 652]
nfo-box-line: ΓûÆΓûêΓûêΓûÆ ΓûÆΓûêΓûêΓûÆ	[2, 1962, 557, 1972]
nfo-box-line: ΓûÆΓûêΓûêΓûÆ ΓûÆΓûêΓûêΓûÆ	[2, 1311, 557, 1322]
nfo-art-line: ΓûêΓûÆ ΓûÆΓûÆΓûê ΓûÆΓûêΓûÆ Γûæ ΓûêΓûê ΓûÆΓûæ ΓûÆΓûê ΓûæΓûÆΓûÆ Γûê ΓûæΓûÆΓûê ΓûÆ ΓûæΓûêΓûÆ ΓûÆΓûæ ΓûêΓûÆ Γûæ ΓûÆΓûÆ ΓûêΓûæ ΓûÆ ΓûÆΓûê ΓûæΓûÆ Γûê ΓûÆΓûæ ΓûÆΓûê Γûæ ΓûêΓûÆ ΓûÆ ΓûæΓûê ΓûÆΓûÆ Γûæ ΓûêΓûÆ Γûê	[2, 1455, 1064, 1465]
nfo-box-line: ΓûÆΓûêΓûêΓûÆ ΓûÆΓûêΓûêΓûÆ	[2, 1704, 557, 1714]
nfo-art-line: ΓûêΓûêΓûô ΓûæΓûê ΓûÆΓûêΓûê ΓûêΓûêΓûêΓûæ ΓûôΓûê ΓûêΓûê ΓûÆΓûêΓûêΓûê ΓûêΓûô ΓûæΓûêΓûê ΓûêΓûê ΓûÆΓûêΓûô ΓûêΓûêΓûê ΓûæΓûê ΓûÆΓûêΓûê ΓûêΓûêΓûô Γûæ ΓûêΓûêΓûê ΓûÆΓûê ΓûôΓûêΓûê ΓûêΓûê ΓûæΓûêΓûÆ ΓûêΓûêΓûêΓûê ΓûÆ	[2, 574, 1080, 585]
nfo-art-line: Γûê ΓûæΓûêΓûæ ΓûêΓûæΓûÆ Γûæ ΓûÆΓûê Γûæ ΓûÆ ΓûêΓûÆ ΓûæΓûæ ΓûÆ Γûê ΓûÆΓûæ Γûê ΓûæΓûÆ ΓûæΓûê ΓûÆ ΓûæΓûê ΓûæΓûÆ Γûê Γûæ ΓûÆΓûê Γûæ ΓûÆΓûæ Γûê ΓûÆ ΓûæΓûê Γûæ ΓûÆ ΓûêΓûæ ΓûÆ Γûæ ΓûÆΓûê Γûæ ΓûÆ Γûê	[2, 1847, 1006, 1857]
nfo-art-line: Γûê ΓûôΓûêΓûê ΓûêΓûêΓûÆ ΓûæΓûê ΓûêΓûêΓûê ΓûôΓûêΓûÆ ΓûêΓûê ΓûæΓûêΓûêΓûê ΓûÆΓûêΓûê ΓûêΓûô ΓûêΓûêΓûæ ΓûÆΓûê ΓûêΓûêΓûêΓûê ΓûôΓûê ΓûêΓûêΓûÆ ΓûæΓûêΓûê ΓûêΓûêΓûê ΓûêΓûÆ ΓûôΓûêΓûê ΓûæΓûê ΓûêΓûêΓûô ΓûÆΓûêΓûê ΓûêΓûêΓûê	[2, 976, 1106, 987]
nfo-art-line: ΓûêΓûêΓûêΓûêΓûêΓûêΓûêΓûêΓûêΓûêΓûêΓûêΓûêΓûêΓûêΓûêΓûêΓûêΓûêΓûêΓûêΓûêΓûêΓûêΓûêΓûêΓûêΓûêΓûêΓûêΓûêΓûêΓûêΓûêΓûêΓûêΓûêΓûêΓûêΓûêΓûêΓûêΓûêΓûêΓûêΓûêΓûêΓûêΓûêΓûêΓûêΓûêΓûêΓûêΓûêΓûêΓûêΓûêΓûêΓûêΓûêΓûêΓûêΓûêΓûêΓûêΓûêΓûêΓûêΓûêΓûêΓûêΓûêΓûêΓûêΓûêΓûêΓûêΓûêΓûêΓûêΓûêΓûêΓûêΓûêΓûêΓûêΓûê	[2, 2144, 1396, 2154]
nfo-art-line: ΓûêΓûêΓûê ΓûôΓûêΓûê ΓûæΓûê ΓûÆΓûêΓûê ΓûêΓûêΓûô ΓûæΓûêΓûê ΓûêΓûêΓûê ΓûÆΓûê ΓûêΓûêΓûæ ΓûôΓûêΓûê	[2, 1005, 599, 1015]
nfo-art-line: ΓûêΓûêΓûêΓûÆ ΓûêΓûê ΓûôΓûêΓûæ ΓûÆΓûêΓûê ΓûêΓûê ΓûôΓûêΓûêΓûê ΓûæΓûê ΓûêΓûêΓûÆ ΓûÆΓûêΓûô ΓûêΓûêΓûê ΓûêΓûæ ΓûÆΓûêΓûê ΓûôΓûêΓûê Γûê ΓûæΓûêΓûêΓûÆ ΓûêΓûê ΓûôΓûê ΓûêΓûêΓûêΓûæ ΓûÆΓûê ΓûêΓûêΓûô Γûê ΓûÆΓûêΓûêΓûê Γûê	[2, 163, 1090, 173]
nfo-art-line: ΓûÆΓûêΓûê ΓûôΓûêΓûê ΓûæΓûê ΓûêΓûêΓûÆ ΓûêΓûêΓûê ΓûôΓûê ΓûæΓûêΓûê ΓûêΓûêΓûÆ ΓûêΓûêΓûê ΓûêΓûô ΓûæΓûê ΓûÆΓûêΓûê ΓûêΓûêΓûô ΓûæΓûêΓûê ΓûÆΓûê ΓûêΓûêΓûê	[2, 507, 837, 518]
nfo-art-line: ΓûÆΓûêΓûêΓûê ΓûêΓûô ΓûêΓûêΓûæ ΓûêΓûêΓûê ΓûÆΓûê ΓûôΓûêΓûê ΓûêΓûæ ΓûÆΓûêΓûêΓûê ΓûêΓûê ΓûôΓûêΓûæ ΓûêΓûê ΓûÆΓûêΓûê ΓûæΓûê ΓûêΓûêΓûêΓûô ΓûêΓûê ΓûÆΓûê ΓûæΓûêΓûê ΓûêΓûêΓûê ΓûôΓûêΓûÆ ΓûêΓûê ΓûæΓûêΓûêΓûê ΓûêΓûô ΓûÆΓûê	[2, 325, 1106, 336]
nfo-art-line: ΓûæΓûêΓûê ΓûêΓûêΓûô ΓûÆΓûê ΓûêΓûêΓûê ΓûêΓûê ΓûÆΓûêΓûô ΓûæΓûêΓûê ΓûêΓûê ΓûÆΓûêΓûêΓûê ΓûêΓûô ΓûêΓûêΓûæ ΓûêΓûê ΓûÆΓûêΓûê	[2, 96, 699, 106]
nfo-art-line: Γûê ΓûÆΓûæΓûÆ Γûê Γûæ ΓûÆΓûô Γûê ΓûÆ Γûæ ΓûÆΓûê ΓûæΓûÆ Γûô Γûê Γûæ ΓûÆ ΓûÆΓûê Γûæ ΓûêΓûÆ ΓûÆ Γûæ Γûê ΓûÆΓûæ ΓûÆ Γûê ΓûæΓûÆ Γûê ΓûÆ ΓûæΓûÆ Γûê Γûæ ΓûÆ ΓûêΓûÆ Γûæ ΓûÆ ΓûôΓûê Γûæ ΓûÆ ΓûêΓûê	[2, 2192, 984, 2202]
nfo-box-line: ΓûÆΓûêΓûêΓûÆ ΓûÆΓûêΓûêΓûÆ	[2, 1196, 557, 1207]
nfo-art-line: ΓûêΓûêΓûêΓûêΓûêΓûêΓûêΓûêΓûêΓûêΓûêΓûêΓûêΓûêΓûêΓûêΓûê	[2, 57, 451, 68]
nfo-art-line: ΓûêΓûêΓûêΓûêΓûêΓûêΓûêΓûêΓûêΓûêΓûêΓûêΓûêΓûêΓûêΓûêΓûê ΓûêΓûêΓûêΓûê ΓûêΓûêΓûêΓûêΓûêΓûêΓûêΓûêΓûêΓûêΓûêΓûêΓûêΓûêΓûêΓûêΓûêΓûêΓûê ΓûêΓûêΓûêΓûêΓûêΓûêΓûêΓûêΓûêΓûêΓûêΓûêΓûê ΓûêΓûêΓûêΓûêΓûêΓûê ΓûêΓûêΓûêΓûêΓûêΓûêΓûêΓûêΓûêΓûêΓûêΓûêΓûêΓûêΓûêΓûêΓûêΓûêΓûêΓûê ΓûêΓûêΓûê	[2, 1043, 1333, 1054]
nfo-box-line: ΓûÆΓûêΓûêΓûÆ ΓûäΓöçΓûä ΓûäΓöçΓûä ΓûäΓöçΓûä ΓûäΓöçΓûä ΓûäΓöçΓûäΓöçΓûä ΓûÆΓûêΓûêΓûÆ	[2, 1148, 557, 1159]
nfo-art-line: ΓûêΓûô ΓûÆΓûêΓûê ΓûæΓûêΓûêΓûê ΓûêΓûÆ ΓûêΓûêΓûô ΓûæΓûê ΓûêΓûêΓûêΓûê ΓûÆΓûê ΓûæΓûêΓûê ΓûôΓûêΓûê ΓûÆ ΓûêΓûêΓûê ΓûêΓûêΓûæ ΓûÆΓûê ΓûôΓûêΓûê ΓûêΓûÆ ΓûæΓûêΓûêΓûêΓûê ΓûêΓûê ΓûôΓûêΓûÆ ΓûêΓûê ΓûæΓûêΓûê ΓûÆΓûêΓûô ΓûêΓûê	[2, 440, 1101, 451]
